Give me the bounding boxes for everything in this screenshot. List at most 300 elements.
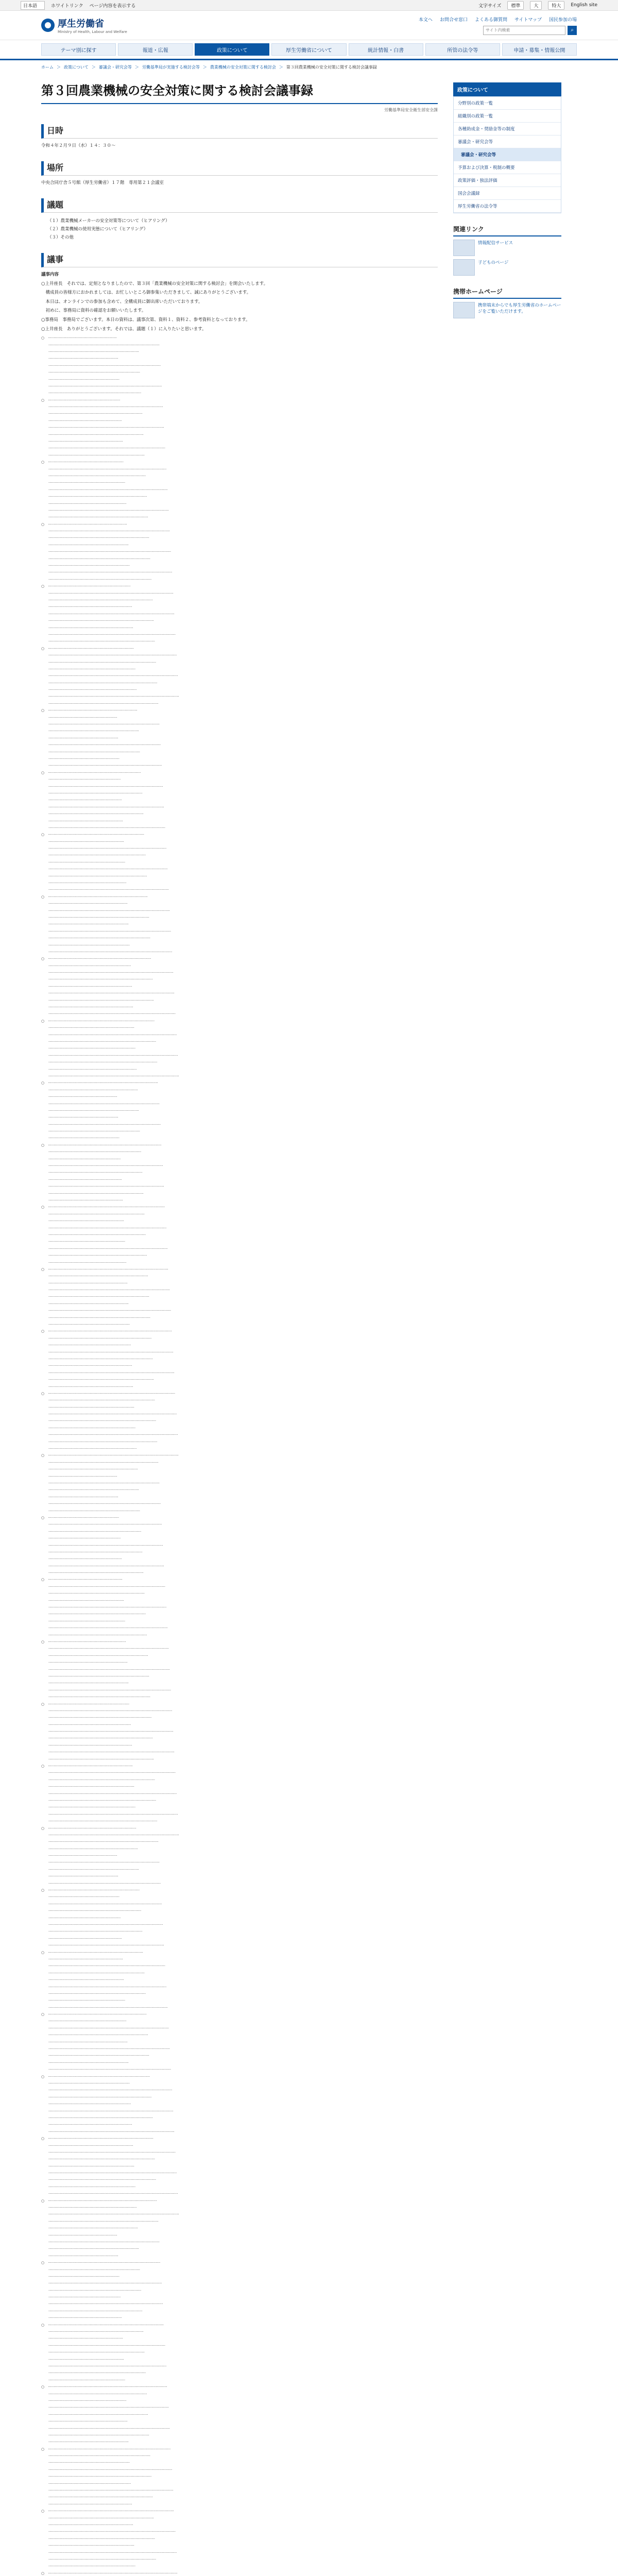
- minutes-text-line: ‧‧‧‧‧‧‧‧‧‧‧‧‧‧‧‧‧‧‧‧‧‧‧‧‧‧‧‧‧‧‧‧‧‧‧‧‧‧‧‧‧‧‧‧‧‧‧‧‧‧‧‧‧‧‧‧‧‧‧‧‧‧‧‧‧‧‧‧‧‧‧‧‧‧‧‧‧‧‧‧‧‧‧‧‧‧‧‧‧‧‧‧‧‧‧‧‧: [41, 1101, 160, 1106]
- minutes-text-line: ‧‧‧‧‧‧‧‧‧‧‧‧‧‧‧‧‧‧‧‧‧‧‧‧‧‧‧‧‧‧‧‧‧‧‧‧‧‧‧‧‧‧‧‧‧‧‧‧‧‧‧‧‧‧‧‧‧‧‧‧‧‧‧‧‧‧‧‧‧‧‧‧‧‧‧‧‧‧‧‧‧‧‧‧‧‧‧‧‧‧‧‧‧‧‧‧‧‧‧‧‧‧‧‧‧‧: [41, 1667, 170, 1672]
- minutes-text-line: ‧‧‧‧‧‧‧‧‧‧‧‧‧‧‧‧‧‧‧‧‧‧‧‧‧‧‧‧‧‧‧‧‧‧‧‧‧‧‧‧‧‧‧‧‧‧‧‧‧‧‧‧‧‧‧‧‧‧‧‧‧‧‧‧‧‧‧‧‧‧‧‧‧‧‧‧‧‧‧‧‧‧‧‧‧‧‧‧‧: [41, 556, 151, 561]
- sidebar-title: 政策について: [453, 82, 561, 96]
- minutes-text-line: ‧‧‧‧‧‧‧‧‧‧‧‧‧‧‧‧‧‧‧‧‧‧‧‧‧‧‧‧‧‧‧‧‧‧‧‧‧‧‧‧‧‧‧‧‧‧‧‧‧‧‧‧‧‧‧‧‧‧‧‧‧‧‧‧‧‧‧‧‧‧‧‧‧‧‧‧‧‧‧‧‧‧‧‧‧‧‧‧‧‧‧‧: [41, 619, 154, 623]
- minutes-text-line: ‧‧‧‧‧‧‧‧‧‧‧‧‧‧‧‧‧‧‧‧‧‧‧‧‧‧‧‧‧‧‧‧‧‧‧‧‧‧‧‧‧‧‧‧‧‧‧‧‧‧‧‧‧‧‧‧‧‧‧‧‧‧‧‧‧‧‧‧‧‧‧‧‧‧‧‧‧‧‧‧‧‧‧‧‧‧‧‧‧‧‧‧‧‧‧‧‧‧‧‧‧‧‧‧‧‧‧‧‧‧‧‧‧‧: [41, 2212, 179, 2217]
- minutes-text-line: ‧‧‧‧‧‧‧‧‧‧‧‧‧‧‧‧‧‧‧‧‧‧‧‧‧‧‧‧‧‧‧‧‧‧‧‧‧‧‧‧‧‧‧‧‧‧‧‧‧‧‧‧‧‧‧‧‧‧‧‧‧‧‧: [41, 1916, 121, 1920]
- sidebar-item-orgs[interactable]: 組織別の政策一覧: [454, 110, 561, 123]
- minutes-text-line: ‧‧‧‧‧‧‧‧‧‧‧‧‧‧‧‧‧‧‧‧‧‧‧‧‧‧‧‧‧‧‧‧‧‧‧‧‧‧‧‧‧‧‧‧‧‧‧‧‧‧‧‧‧‧‧‧‧‧‧‧‧‧‧‧‧‧‧‧‧‧: [41, 2060, 129, 2065]
- minutes-text-line: ‧‧‧‧‧‧‧‧‧‧‧‧‧‧‧‧‧‧‧‧‧‧‧‧‧‧‧‧‧‧‧‧‧‧‧‧‧‧‧‧‧‧‧‧‧‧‧‧‧‧‧‧‧‧‧‧‧‧‧‧‧‧‧: [41, 1536, 121, 1541]
- minutes-text-line: ‧‧‧‧‧‧‧‧‧‧‧‧‧‧‧‧‧‧‧‧‧‧‧‧‧‧‧‧‧‧‧‧‧‧‧‧‧‧‧‧‧‧‧‧‧‧‧‧‧‧‧‧‧‧‧‧‧‧‧‧‧‧‧‧‧‧‧‧‧‧‧‧‧‧‧‧‧: [41, 1067, 137, 1072]
- font-normal-button[interactable]: 標準: [507, 1, 524, 10]
- minutes-text-line: ‧‧‧‧‧‧‧‧‧‧‧‧‧‧‧‧‧‧‧‧‧‧‧‧‧‧‧‧‧‧‧‧‧‧‧‧‧‧‧‧‧‧‧‧‧‧‧‧‧‧‧‧‧‧‧‧‧‧‧‧‧‧‧‧‧‧‧‧‧‧‧‧‧‧‧‧‧‧‧‧‧‧‧‧‧‧‧‧‧‧‧‧‧: [41, 1777, 155, 1782]
- minutes-text-line: ‧‧‧‧‧‧‧‧‧‧‧‧‧‧‧‧‧‧‧‧‧‧‧‧‧‧‧‧‧‧‧‧‧‧‧‧‧‧‧‧‧‧‧‧‧‧‧‧‧‧‧‧‧‧‧‧‧‧‧‧‧‧‧‧‧‧‧‧‧‧‧‧‧‧‧‧‧‧‧‧‧‧‧‧‧‧‧‧‧‧‧‧‧‧‧‧‧: [41, 1481, 160, 1485]
- minutes-text-line: ‧‧‧‧‧‧‧‧‧‧‧‧‧‧‧‧‧‧‧‧‧‧‧‧‧‧‧‧‧‧‧‧‧‧‧‧‧‧‧‧‧‧‧‧‧‧‧‧‧‧‧‧‧‧‧‧‧‧‧‧‧‧‧‧‧‧‧‧‧‧‧‧‧‧‧‧‧‧‧‧‧‧‧: [41, 1571, 144, 1575]
- minutes-text-line: ‧‧‧‧‧‧‧‧‧‧‧‧‧‧‧‧‧‧‧‧‧‧‧‧‧‧‧‧‧‧‧‧‧‧‧‧‧‧‧‧‧‧‧‧‧‧‧‧‧‧‧‧‧‧‧‧‧‧‧‧‧‧‧‧‧‧‧‧‧‧‧‧‧: [41, 2502, 132, 2506]
- gnav-item-policy[interactable]: 政策について: [195, 43, 269, 56]
- minutes-text-line: ‧‧‧‧‧‧‧‧‧‧‧‧‧‧‧‧‧‧‧‧‧‧‧‧‧‧‧‧‧‧‧‧‧‧‧‧‧‧‧‧‧‧‧‧‧‧‧‧‧‧‧‧‧‧‧‧‧‧‧‧‧‧‧‧‧‧‧: [41, 481, 126, 485]
- minutes-text-line: ‧‧‧‧‧‧‧‧‧‧‧‧‧‧‧‧‧‧‧‧‧‧‧‧‧‧‧‧‧‧‧‧‧‧‧‧‧‧‧‧‧‧‧‧‧‧‧‧‧‧‧‧‧‧‧‧‧‧‧‧‧‧‧‧‧‧‧‧‧‧‧‧‧‧‧‧‧‧‧‧‧‧‧‧‧‧‧‧‧‧‧‧‧‧‧‧‧‧‧‧: [41, 1164, 163, 1168]
- minutes-text-line: ‧‧‧‧‧‧‧‧‧‧‧‧‧‧‧‧‧‧‧‧‧‧‧‧‧‧‧‧‧‧‧‧‧‧‧‧‧‧‧‧‧‧‧‧‧‧‧‧‧‧‧‧‧‧‧‧‧‧‧‧‧‧‧‧‧‧‧‧‧‧‧‧‧‧‧‧‧‧‧‧‧‧‧‧‧‧: [41, 495, 147, 499]
- minutes-text-line: ‧‧‧‧‧‧‧‧‧‧‧‧‧‧‧‧‧‧‧‧‧‧‧‧‧‧‧‧‧‧‧‧‧‧‧‧‧‧‧‧‧‧‧‧‧‧‧‧‧‧‧‧‧‧‧‧‧‧‧‧‧‧‧‧‧‧‧‧‧‧‧‧‧‧‧‧‧‧‧‧‧‧‧‧‧‧‧‧‧‧‧‧‧‧‧‧‧‧‧‧‧‧‧‧‧: [41, 2405, 169, 2410]
- minutes-text-line: ‧‧‧‧‧‧‧‧‧‧‧‧‧‧‧‧‧‧‧‧‧‧‧‧‧‧‧‧‧‧‧‧‧‧‧‧‧‧‧‧‧‧‧‧‧‧‧‧‧‧‧‧‧‧‧‧‧‧‧‧‧: [41, 736, 118, 740]
- minutes-text-line: ‧‧‧‧‧‧‧‧‧‧‧‧‧‧‧‧‧‧‧‧‧‧‧‧‧‧‧‧‧‧‧‧‧‧‧‧‧‧‧‧‧‧‧‧‧‧‧‧‧‧‧‧‧‧‧‧‧‧‧‧‧‧‧‧‧‧‧‧‧‧‧‧‧‧‧‧: [41, 2184, 136, 2189]
- minutes-text-line: ‧‧‧‧‧‧‧‧‧‧‧‧‧‧‧‧‧‧‧‧‧‧‧‧‧‧‧‧‧‧‧‧‧‧‧‧‧‧‧‧‧‧‧‧‧‧‧‧‧‧‧‧‧‧‧‧‧‧‧‧‧‧‧‧‧‧‧‧‧‧‧‧‧‧‧‧‧‧‧‧‧‧‧‧‧‧‧‧‧‧‧‧‧‧‧‧‧‧‧‧‧‧‧‧‧‧‧‧‧: [41, 1730, 174, 1734]
- minutes-text-line: ‧‧‧‧‧‧‧‧‧‧‧‧‧‧‧‧‧‧‧‧‧‧‧‧‧‧‧‧‧‧‧‧‧‧‧‧‧‧‧‧‧‧‧‧‧‧‧‧‧‧‧‧‧‧‧‧‧‧‧‧‧‧‧‧‧‧‧‧‧‧‧‧‧‧‧‧‧‧‧‧‧‧‧‧‧‧‧‧‧‧‧‧‧‧‧‧‧‧: [41, 743, 161, 748]
- minutes-text-line: ‧‧‧‧‧‧‧‧‧‧‧‧‧‧‧‧‧‧‧‧‧‧‧‧‧‧‧‧‧‧‧‧‧‧‧‧‧‧‧‧‧‧‧‧‧‧‧‧‧‧‧‧‧‧‧‧‧‧‧‧‧‧‧‧‧‧‧‧‧‧‧‧‧‧‧‧‧‧‧‧‧‧‧‧‧‧‧‧‧‧‧‧‧‧‧‧‧‧‧‧‧‧‧‧‧‧‧: [41, 1309, 171, 1313]
- minutes-text-line: ‧‧‧‧‧‧‧‧‧‧‧‧‧‧‧‧‧‧‧‧‧‧‧‧‧‧‧‧‧‧‧‧‧‧‧‧‧‧‧‧‧‧‧‧‧‧‧‧‧‧‧‧‧‧‧‧‧‧‧‧‧‧‧‧‧‧‧‧‧‧‧‧‧‧‧‧‧‧‧‧‧‧‧‧‧‧‧‧‧‧‧‧‧‧‧‧‧‧‧‧‧‧‧‧: [41, 2005, 168, 2010]
- minutes-text-line: ‧‧‧‧‧‧‧‧‧‧‧‧‧‧‧‧‧‧‧‧‧‧‧‧‧‧‧‧‧‧‧‧‧‧‧‧‧‧‧‧‧‧‧‧‧‧‧‧‧‧‧‧‧‧‧‧‧‧‧‧‧‧‧‧‧‧‧‧‧‧‧‧‧‧‧‧‧‧‧‧‧‧‧: [41, 432, 144, 437]
- minutes-text-line: ‧‧‧‧‧‧‧‧‧‧‧‧‧‧‧‧‧‧‧‧‧‧‧‧‧‧‧‧‧‧‧‧‧‧‧‧‧‧‧‧‧‧‧‧‧‧‧‧‧‧‧‧‧‧‧‧‧‧‧‧‧‧‧‧‧‧‧‧‧‧‧‧‧‧‧‧‧‧‧‧‧‧‧‧‧‧‧‧‧‧‧‧‧‧‧‧‧‧: [41, 1881, 161, 1886]
- minutes-text-line: ‧‧‧‧‧‧‧‧‧‧‧‧‧‧‧‧‧‧‧‧‧‧‧‧‧‧‧‧‧‧‧‧‧‧‧‧‧‧‧‧‧‧‧‧‧‧‧‧‧‧‧‧‧‧‧‧‧‧‧‧‧‧‧‧‧‧‧‧‧‧‧‧‧‧‧‧‧‧‧: [41, 1488, 139, 1493]
- minutes-text-line: ‧‧‧‧‧‧‧‧‧‧‧‧‧‧‧‧‧‧‧‧‧‧‧‧‧‧‧‧‧‧‧‧‧‧‧‧‧‧‧‧‧‧‧‧‧‧‧‧‧‧‧‧‧‧‧‧‧‧‧‧‧‧‧‧‧‧‧‧‧‧‧‧‧‧‧‧‧‧‧‧‧‧‧‧‧‧‧‧: [41, 536, 149, 540]
- minutes-text-line: ‧‧‧‧‧‧‧‧‧‧‧‧‧‧‧‧‧‧‧‧‧‧‧‧‧‧‧‧‧‧‧‧‧‧‧‧‧‧‧‧‧‧‧‧‧‧‧‧‧‧‧‧‧‧‧‧‧‧‧‧‧‧‧‧‧‧‧‧‧‧‧‧‧‧‧‧‧‧‧‧‧‧‧‧‧‧‧‧‧‧‧‧‧‧‧‧‧‧‧‧: [41, 2302, 163, 2307]
- minutes-text-line: ○ ‧‧‧‧‧‧‧‧‧‧‧‧‧‧‧‧‧‧‧‧‧‧‧‧‧‧‧‧‧‧‧‧‧‧‧‧‧‧‧‧‧‧‧‧‧‧‧‧‧‧‧‧‧‧‧‧‧‧‧‧‧‧‧‧‧‧‧‧‧‧‧‧‧‧‧‧‧‧‧‧‧‧‧‧‧‧‧‧‧‧‧‧‧‧‧‧‧‧‧‧‧‧: [41, 1205, 165, 1210]
- minutes-text-line: ‧‧‧‧‧‧‧‧‧‧‧‧‧‧‧‧‧‧‧‧‧‧‧‧‧‧‧‧‧‧‧‧‧‧‧‧‧‧‧‧‧‧‧‧‧‧‧‧‧‧‧‧‧‧‧‧‧‧‧‧‧‧‧‧‧‧‧‧: [41, 1260, 127, 1265]
- logo-mark-icon: [41, 19, 55, 32]
- minutes-text-line: ‧‧‧‧‧‧‧‧‧‧‧‧‧‧‧‧‧‧‧‧‧‧‧‧‧‧‧‧‧‧‧‧‧‧‧‧‧‧‧‧‧‧‧‧‧‧‧‧‧‧‧‧‧‧‧‧‧‧‧‧‧‧‧‧‧‧‧‧‧‧‧‧‧‧‧‧‧‧‧‧‧‧‧‧‧‧‧‧‧‧‧‧: [41, 2516, 154, 2520]
- main-content: [41, 74, 438, 2576]
- minutes-text-line: ‧‧‧‧‧‧‧‧‧‧‧‧‧‧‧‧‧‧‧‧‧‧‧‧‧‧‧‧‧‧‧‧‧‧‧‧‧‧‧‧‧‧‧‧‧‧‧‧‧‧‧‧‧‧‧‧‧‧‧‧‧‧‧‧‧‧‧‧‧‧‧‧‧‧‧‧‧‧‧‧‧‧‧‧‧‧‧‧‧‧‧‧‧‧: [41, 1798, 157, 1803]
- minutes-text-line: ‧‧‧‧‧‧‧‧‧‧‧‧‧‧‧‧‧‧‧‧‧‧‧‧‧‧‧‧‧‧‧‧‧‧‧‧‧‧‧‧‧‧‧‧‧‧‧‧‧‧‧‧‧‧‧‧‧‧‧‧‧‧‧‧‧‧‧‧‧‧‧‧‧‧‧‧‧: [41, 1447, 137, 1451]
- minutes-text-line: ‧‧‧‧‧‧‧‧‧‧‧‧‧‧‧‧‧‧‧‧‧‧‧‧‧‧‧‧‧‧‧‧‧‧‧‧‧‧‧‧‧‧‧‧‧‧‧‧‧‧‧‧‧‧‧‧‧‧‧‧‧‧‧‧‧‧‧‧‧‧‧‧‧‧‧‧‧‧‧‧‧‧‧‧‧‧‧‧: [41, 2433, 149, 2437]
- minutes-text-line: ‧‧‧‧‧‧‧‧‧‧‧‧‧‧‧‧‧‧‧‧‧‧‧‧‧‧‧‧‧‧‧‧‧‧‧‧‧‧‧‧‧‧‧‧‧‧‧‧‧‧‧‧‧‧‧‧‧‧‧‧‧‧‧‧‧‧‧‧‧‧‧‧‧‧‧‧‧‧‧‧‧: [41, 391, 142, 396]
- minutes-text-line: ‧‧‧‧‧‧‧‧‧‧‧‧‧‧‧‧‧‧‧‧‧‧‧‧‧‧‧‧‧‧‧‧‧‧‧‧‧‧‧‧‧‧‧‧‧‧‧‧‧‧‧‧‧‧‧‧‧‧‧‧: [41, 1095, 117, 1099]
- minutes-text-line: ‧‧‧‧‧‧‧‧‧‧‧‧‧‧‧‧‧‧‧‧‧‧‧‧‧‧‧‧‧‧‧‧‧‧‧‧‧‧‧‧‧‧‧‧‧‧‧‧‧‧‧‧‧‧‧‧‧‧‧‧‧‧‧‧‧‧‧‧‧‧‧‧‧‧‧‧‧‧‧‧‧‧‧‧‧‧‧‧‧‧‧‧‧‧‧‧‧‧‧‧‧‧‧‧‧: [41, 888, 169, 892]
- minutes-text-line: ‧‧‧‧‧‧‧‧‧‧‧‧‧‧‧‧‧‧‧‧‧‧‧‧‧‧‧‧‧‧‧‧‧‧‧‧‧‧‧‧‧‧‧‧‧‧‧‧‧‧‧‧‧‧‧‧‧‧‧‧‧‧‧‧‧‧‧‧‧‧‧‧‧‧‧‧‧‧‧‧‧‧‧‧‧‧‧‧‧‧‧‧‧‧‧‧‧‧‧‧‧‧: [41, 446, 165, 451]
- sidebar-item-councils[interactable]: 審議会・研究会等: [454, 135, 561, 148]
- site-header: [0, 11, 618, 40]
- minutes-text-line: ‧‧‧‧‧‧‧‧‧‧‧‧‧‧‧‧‧‧‧‧‧‧‧‧‧‧‧‧‧‧‧‧‧‧‧‧‧‧‧‧‧‧‧‧‧‧‧‧‧‧‧‧‧‧‧‧‧‧‧‧‧‧‧‧‧‧‧‧‧‧‧‧‧‧‧‧‧‧‧‧‧‧‧‧‧‧‧: [41, 2412, 148, 2417]
- minutes-text-line: ‧‧‧‧‧‧‧‧‧‧‧‧‧‧‧‧‧‧‧‧‧‧‧‧‧‧‧‧‧‧‧‧‧‧‧‧‧‧‧‧‧‧‧‧‧‧‧‧‧‧‧‧‧‧‧‧‧‧‧‧‧‧‧‧‧‧‧‧‧‧‧‧‧‧‧‧‧‧‧: [41, 2247, 139, 2251]
- minutes-text-line: ○ ‧‧‧‧‧‧‧‧‧‧‧‧‧‧‧‧‧‧‧‧‧‧‧‧‧‧‧‧‧‧‧‧‧‧‧‧‧‧‧‧‧‧‧‧‧‧‧‧‧‧‧‧‧‧‧‧‧‧‧‧‧‧‧‧‧‧‧‧‧‧‧‧‧‧‧‧‧‧‧‧‧‧‧‧‧‧‧‧‧‧‧‧‧‧‧‧‧‧‧‧‧‧‧‧‧: [41, 1267, 168, 1272]
- minutes-line-6: ○上井座長 ありがとうございます。それでは、議題（１）に入りたいと思います。: [41, 326, 207, 332]
- minutes-text-line: ‧‧‧‧‧‧‧‧‧‧‧‧‧‧‧‧‧‧‧‧‧‧‧‧‧‧‧‧‧‧‧‧‧‧‧‧‧‧‧‧‧‧‧‧‧‧‧‧‧‧‧‧‧‧‧‧‧‧‧‧‧‧‧‧‧‧‧‧‧‧‧‧‧‧‧‧‧‧: [41, 2226, 138, 2231]
- sidebar-item-laws[interactable]: 厚生労働省の法令等: [454, 200, 561, 213]
- minutes-text-line: ‧‧‧‧‧‧‧‧‧‧‧‧‧‧‧‧‧‧‧‧‧‧‧‧‧‧‧‧‧‧‧‧‧‧‧‧‧‧‧‧‧‧‧‧‧‧‧‧‧‧‧‧‧‧‧‧‧‧‧‧‧‧‧‧‧‧‧‧‧‧‧‧‧‧‧‧‧‧‧‧‧‧‧‧‧‧‧‧‧‧‧‧‧‧‧‧‧‧‧: [41, 1902, 162, 1906]
- minutes-text-line: ‧‧‧‧‧‧‧‧‧‧‧‧‧‧‧‧‧‧‧‧‧‧‧‧‧‧‧‧‧‧‧‧‧‧‧‧‧‧‧‧‧‧‧‧‧‧‧‧‧‧‧‧‧‧‧‧‧‧‧‧‧‧‧‧‧‧‧‧‧‧‧‧‧‧‧‧‧‧‧‧‧‧‧‧‧‧‧‧‧‧‧‧‧‧‧‧‧‧‧‧‧: [41, 1943, 164, 1948]
- minutes-text-line: ‧‧‧‧‧‧‧‧‧‧‧‧‧‧‧‧‧‧‧‧‧‧‧‧‧‧‧‧‧‧‧‧‧‧‧‧‧‧‧‧‧‧‧‧‧‧‧‧‧‧‧‧‧‧‧‧‧‧‧‧‧‧‧‧: [41, 798, 122, 803]
- minutes-text-line: ‧‧‧‧‧‧‧‧‧‧‧‧‧‧‧‧‧‧‧‧‧‧‧‧‧‧‧‧‧‧‧‧‧‧‧‧‧‧‧‧‧‧‧‧‧‧‧‧‧‧‧‧‧‧‧‧‧‧‧‧‧‧‧‧‧‧‧‧‧‧‧‧‧‧‧‧‧‧‧‧‧‧‧‧: [41, 453, 145, 457]
- minutes-text-line: ‧‧‧‧‧‧‧‧‧‧‧‧‧‧‧‧‧‧‧‧‧‧‧‧‧‧‧‧‧‧‧‧‧‧‧‧‧‧‧‧‧‧‧‧‧‧‧‧‧‧‧‧‧‧‧‧‧‧‧‧‧: [41, 1115, 118, 1120]
- minutes-text-line: ‧‧‧‧‧‧‧‧‧‧‧‧‧‧‧‧‧‧‧‧‧‧‧‧‧‧‧‧‧‧‧‧‧‧‧‧‧‧‧‧‧‧‧‧‧‧‧‧‧‧‧‧‧‧‧‧‧‧‧‧‧‧: [41, 756, 119, 761]
- mobile-text: 携帯端末からでも厚生労働省のホームページをご覧いただけます。: [478, 303, 561, 314]
- gnav-item-about[interactable]: 厚生労働省について: [271, 43, 346, 56]
- minutes-text-line: ‧‧‧‧‧‧‧‧‧‧‧‧‧‧‧‧‧‧‧‧‧‧‧‧‧‧‧‧‧‧‧‧‧‧‧‧‧‧‧‧‧‧‧‧‧‧‧‧‧‧‧‧‧‧‧‧‧‧‧‧‧‧‧‧‧‧‧‧‧‧‧‧‧: [41, 605, 132, 609]
- minutes-text-line: ‧‧‧‧‧‧‧‧‧‧‧‧‧‧‧‧‧‧‧‧‧‧‧‧‧‧‧‧‧‧‧‧‧‧‧‧‧‧‧‧‧‧‧‧‧‧‧‧‧‧‧‧‧‧‧‧‧‧‧‧‧‧‧‧‧‧‧‧‧‧‧‧‧‧‧‧‧‧‧‧‧‧‧‧‧‧‧‧‧‧‧‧‧‧‧‧‧‧‧‧: [41, 784, 163, 789]
- minutes-text-line: ‧‧‧‧‧‧‧‧‧‧‧‧‧‧‧‧‧‧‧‧‧‧‧‧‧‧‧‧‧‧‧‧‧‧‧‧‧‧‧‧‧‧‧‧‧‧‧‧‧‧‧‧‧‧‧‧‧‧‧‧‧‧‧‧‧‧‧‧‧‧‧‧‧‧‧‧‧‧‧‧‧‧‧‧‧‧‧‧‧‧‧‧‧‧‧‧‧‧‧‧‧‧‧‧‧‧‧‧‧‧‧‧‧‧: [41, 1833, 179, 1837]
- minutes-text-line: ‧‧‧‧‧‧‧‧‧‧‧‧‧‧‧‧‧‧‧‧‧‧‧‧‧‧‧‧‧‧‧‧‧‧‧‧‧‧‧‧‧‧‧‧‧‧‧‧‧‧‧‧‧‧‧‧‧‧‧‧‧‧‧‧‧‧‧‧‧‧‧‧‧‧‧‧‧‧‧‧‧‧‧‧‧‧‧‧‧‧‧‧‧‧‧‧‧‧‧‧‧‧‧‧‧‧‧‧‧‧‧‧‧: [41, 1812, 178, 1817]
- minutes-text-line: ‧‧‧‧‧‧‧‧‧‧‧‧‧‧‧‧‧‧‧‧‧‧‧‧‧‧‧‧‧‧‧‧‧‧‧‧‧‧‧‧‧‧‧‧‧‧‧‧‧‧‧‧‧‧‧‧‧‧‧‧‧‧‧‧‧‧‧‧‧‧‧‧‧‧‧‧‧‧‧‧‧‧‧‧‧‧‧‧‧‧‧‧‧‧‧‧‧‧‧‧‧‧‧‧‧‧: [41, 529, 170, 534]
- minutes-text-line: ‧‧‧‧‧‧‧‧‧‧‧‧‧‧‧‧‧‧‧‧‧‧‧‧‧‧‧‧‧‧‧‧‧‧‧‧‧‧‧‧‧‧‧‧‧‧‧‧‧‧‧‧‧‧‧‧‧‧‧‧‧: [41, 1874, 118, 1879]
- minutes-text-line: ‧‧‧‧‧‧‧‧‧‧‧‧‧‧‧‧‧‧‧‧‧‧‧‧‧‧‧‧‧‧‧‧‧‧‧‧‧‧‧‧‧‧‧‧‧‧‧‧‧‧‧‧‧‧‧‧‧‧‧‧‧‧‧‧‧‧‧‧‧‧‧‧‧‧‧‧‧‧‧‧‧‧‧‧‧‧‧‧‧‧‧‧‧‧‧‧‧‧‧‧‧‧‧‧‧‧‧: [41, 2067, 171, 2072]
- minutes-text-line: ‧‧‧‧‧‧‧‧‧‧‧‧‧‧‧‧‧‧‧‧‧‧‧‧‧‧‧‧‧‧‧‧‧‧‧‧‧‧‧‧‧‧‧‧‧‧‧‧‧‧‧‧‧‧‧‧‧‧‧‧‧‧‧‧‧‧‧‧‧‧‧‧‧‧‧‧‧‧‧‧‧‧‧‧‧‧: [41, 1633, 147, 1637]
- department: 労働基準局安全衛生部安全課: [384, 108, 438, 113]
- minutes-body: [41, 335, 438, 2576]
- minutes-text-line: ‧‧‧‧‧‧‧‧‧‧‧‧‧‧‧‧‧‧‧‧‧‧‧‧‧‧‧‧‧‧‧‧‧‧‧‧‧‧‧‧‧‧‧‧‧‧‧‧‧‧‧‧‧‧‧‧‧‧‧‧‧‧‧‧‧‧‧‧‧‧‧‧‧‧‧‧‧‧‧‧‧‧‧‧‧‧‧‧‧‧‧: [41, 1357, 153, 1361]
- minutes-text-line: ‧‧‧‧‧‧‧‧‧‧‧‧‧‧‧‧‧‧‧‧‧‧‧‧‧‧‧‧‧‧‧‧‧‧‧‧‧‧‧‧‧‧‧‧‧‧‧‧‧‧‧‧‧‧‧‧‧‧‧‧‧‧‧‧‧‧‧‧‧‧‧‧‧‧‧: [41, 1405, 134, 1410]
- minutes-text-line: ‧‧‧‧‧‧‧‧‧‧‧‧‧‧‧‧‧‧‧‧‧‧‧‧‧‧‧‧‧‧‧‧‧‧‧‧‧‧‧‧‧‧‧‧‧‧‧‧‧‧‧‧‧‧‧‧‧‧‧‧‧‧‧‧‧‧‧‧‧‧‧‧‧‧‧‧‧‧‧: [41, 1108, 139, 1113]
- minutes-text-line: ‧‧‧‧‧‧‧‧‧‧‧‧‧‧‧‧‧‧‧‧‧‧‧‧‧‧‧‧‧‧‧‧‧‧‧‧‧‧‧‧‧‧‧‧‧‧‧‧‧‧‧‧‧‧‧‧‧‧‧‧: [41, 2233, 117, 2238]
- minutes-text-line: ‧‧‧‧‧‧‧‧‧‧‧‧‧‧‧‧‧‧‧‧‧‧‧‧‧‧‧‧‧‧‧‧‧‧‧‧‧‧‧‧‧‧‧‧‧‧‧‧‧‧‧‧‧‧‧‧‧‧‧‧‧‧‧‧‧: [41, 1198, 123, 1202]
- minutes-text-line: ‧‧‧‧‧‧‧‧‧‧‧‧‧‧‧‧‧‧‧‧‧‧‧‧‧‧‧‧‧‧‧‧‧‧‧‧‧‧‧‧‧‧‧‧‧‧‧‧‧‧‧‧‧‧‧‧‧‧‧‧‧‧‧‧‧‧‧‧‧‧‧‧‧‧‧‧‧‧‧‧‧‧‧‧: [41, 1971, 145, 1975]
- minutes-text-line: ‧‧‧‧‧‧‧‧‧‧‧‧‧‧‧‧‧‧‧‧‧‧‧‧‧‧‧‧‧‧‧‧‧‧‧‧‧‧‧‧‧‧‧‧‧‧‧‧‧‧‧‧‧‧‧‧‧‧‧‧‧‧‧‧‧‧‧‧‧: [41, 1281, 128, 1285]
- meeting-date: 令和４年２月９日（水）１４：３０～: [41, 143, 116, 149]
- breadcrumb-policy[interactable]: 政策について: [64, 65, 89, 70]
- site-logo[interactable]: [41, 16, 127, 34]
- sidebar-item-grants[interactable]: 各種助成金・奨励金等の制度: [454, 123, 561, 135]
- site-search: [483, 26, 577, 35]
- minutes-text-line: ‧‧‧‧‧‧‧‧‧‧‧‧‧‧‧‧‧‧‧‧‧‧‧‧‧‧‧‧‧‧‧‧‧‧‧‧‧‧‧‧‧‧‧‧‧‧‧‧‧‧‧‧‧‧‧‧‧‧‧‧‧‧‧‧‧‧‧‧‧‧‧‧‧‧‧‧‧‧‧‧‧‧‧‧‧‧‧‧‧‧‧: [41, 2115, 153, 2120]
- lang-select[interactable]: 日本語: [21, 1, 45, 10]
- minutes-text-line: ‧‧‧‧‧‧‧‧‧‧‧‧‧‧‧‧‧‧‧‧‧‧‧‧‧‧‧‧‧‧‧‧‧‧‧‧‧‧‧‧‧‧‧‧‧‧‧‧‧‧‧‧‧‧‧‧‧‧‧‧‧‧‧‧‧‧‧‧‧‧‧‧‧‧‧‧‧‧‧‧‧‧‧‧‧‧‧‧: [41, 1674, 149, 1679]
- minutes-text-line: ‧‧‧‧‧‧‧‧‧‧‧‧‧‧‧‧‧‧‧‧‧‧‧‧‧‧‧‧‧‧‧‧‧‧‧‧‧‧‧‧‧‧‧‧‧‧‧‧‧‧‧‧‧‧‧‧‧‧‧‧‧‧‧‧‧‧‧‧‧‧‧‧‧‧‧‧‧‧‧‧‧‧‧‧‧‧‧‧‧‧‧‧‧‧‧‧‧‧‧‧‧‧‧‧‧‧‧‧‧‧‧: [41, 632, 176, 637]
- minutes-text-line: ‧‧‧‧‧‧‧‧‧‧‧‧‧‧‧‧‧‧‧‧‧‧‧‧‧‧‧‧‧‧‧‧‧‧‧‧‧‧‧‧‧‧‧‧‧‧‧‧‧‧‧‧‧‧‧‧‧‧‧‧‧‧‧‧‧‧‧‧‧‧‧‧‧‧‧‧‧‧‧‧‧‧‧: [41, 2330, 144, 2334]
- minutes-text-line: ‧‧‧‧‧‧‧‧‧‧‧‧‧‧‧‧‧‧‧‧‧‧‧‧‧‧‧‧‧‧‧‧‧‧‧‧‧‧‧‧‧‧‧‧‧‧‧‧‧‧‧‧‧‧‧‧‧‧‧‧‧‧‧‧: [41, 418, 122, 423]
- minutes-text-line: ‧‧‧‧‧‧‧‧‧‧‧‧‧‧‧‧‧‧‧‧‧‧‧‧‧‧‧‧‧‧‧‧‧‧‧‧‧‧‧‧‧‧‧‧‧‧‧‧‧‧‧‧‧‧‧‧‧‧‧‧‧‧‧‧‧‧‧‧‧‧‧‧‧‧‧‧‧‧‧‧‧‧‧‧‧‧‧‧‧‧‧: [41, 1736, 153, 1741]
- minutes-text-line: ‧‧‧‧‧‧‧‧‧‧‧‧‧‧‧‧‧‧‧‧‧‧‧‧‧‧‧‧‧‧‧‧‧‧‧‧‧‧‧‧‧‧‧‧‧‧‧‧‧‧‧‧‧‧‧‧‧‧‧‧‧‧‧‧‧‧‧‧‧: [41, 1660, 128, 1665]
- minutes-text-line: ○ ‧‧‧‧‧‧‧‧‧‧‧‧‧‧‧‧‧‧‧‧‧‧‧‧‧‧‧‧‧‧‧‧‧‧‧‧‧‧‧‧‧‧‧‧‧‧‧‧‧‧‧‧‧‧‧‧‧‧‧‧‧‧‧‧‧‧‧‧‧‧‧‧‧‧‧‧‧‧‧‧‧‧‧‧‧‧‧‧‧‧: [41, 957, 151, 961]
- minutes-text-line: ‧‧‧‧‧‧‧‧‧‧‧‧‧‧‧‧‧‧‧‧‧‧‧‧‧‧‧‧‧‧‧‧‧‧‧‧‧‧‧‧‧‧‧‧‧‧‧‧‧‧‧‧‧‧‧‧‧‧‧‧‧‧‧‧‧‧‧‧‧‧‧‧‧‧‧‧‧‧‧‧‧‧‧‧‧‧‧‧‧‧‧‧‧‧‧‧‧‧‧‧‧‧‧‧‧‧‧‧‧‧: [41, 2129, 175, 2134]
- gnav-item-press[interactable]: 報道・広報: [118, 43, 193, 56]
- minutes-text-line: ‧‧‧‧‧‧‧‧‧‧‧‧‧‧‧‧‧‧‧‧‧‧‧‧‧‧‧‧‧‧‧‧‧‧‧‧‧‧‧‧‧‧‧‧‧‧‧‧‧‧‧‧‧‧‧‧‧‧‧‧‧‧‧‧‧‧‧‧‧‧‧‧‧‧‧‧‧‧‧‧‧‧‧‧‧‧‧‧‧‧‧‧: [41, 1378, 154, 1382]
- minutes-text-line: ‧‧‧‧‧‧‧‧‧‧‧‧‧‧‧‧‧‧‧‧‧‧‧‧‧‧‧‧‧‧‧‧‧‧‧‧‧‧‧‧‧‧‧‧‧‧‧‧‧‧‧‧‧‧‧‧‧‧‧‧‧‧‧‧‧‧‧‧‧‧‧‧‧‧‧‧‧‧‧‧‧‧‧‧‧‧‧‧‧: [41, 1695, 151, 1700]
- minutes-text-line: ○ ‧‧‧‧‧‧‧‧‧‧‧‧‧‧‧‧‧‧‧‧‧‧‧‧‧‧‧‧‧‧‧‧‧‧‧‧‧‧‧‧‧‧‧‧‧‧‧‧‧‧‧‧‧‧‧‧‧‧‧‧‧‧‧‧‧‧‧‧‧‧‧‧‧‧‧‧‧‧‧‧‧‧‧‧‧‧‧‧‧‧‧‧‧‧‧: [41, 2198, 157, 2203]
- minutes-text-line: ‧‧‧‧‧‧‧‧‧‧‧‧‧‧‧‧‧‧‧‧‧‧‧‧‧‧‧‧‧‧‧‧‧‧‧‧‧‧‧‧‧‧‧‧‧‧‧‧‧‧‧‧‧‧‧‧‧‧‧‧‧‧‧‧‧‧‧‧‧‧‧‧‧‧‧‧‧‧‧‧‧‧‧‧‧‧‧‧‧‧‧‧‧‧‧‧‧‧‧‧‧‧‧‧‧‧‧‧‧: [41, 971, 174, 975]
- minutes-text-line: ‧‧‧‧‧‧‧‧‧‧‧‧‧‧‧‧‧‧‧‧‧‧‧‧‧‧‧‧‧‧‧‧‧‧‧‧‧‧‧‧‧‧‧‧‧‧‧‧‧‧‧‧‧‧‧‧‧‧‧‧‧‧‧‧‧‧‧‧‧‧‧‧‧‧‧‧‧‧‧‧‧‧‧‧‧‧‧‧‧‧‧‧‧‧‧‧‧‧‧‧‧‧‧‧‧‧‧‧‧‧‧‧: [41, 2171, 177, 2176]
- search-icon[interactable]: ⌕: [568, 26, 577, 35]
- sidebar-item-budget[interactable]: 予算および決算・税制の概要: [454, 161, 561, 174]
- minutes-text-line: ‧‧‧‧‧‧‧‧‧‧‧‧‧‧‧‧‧‧‧‧‧‧‧‧‧‧‧‧‧‧‧‧‧‧‧‧‧‧‧‧‧‧‧‧‧‧‧‧‧‧‧‧‧‧‧‧‧‧‧‧‧‧‧‧‧‧‧‧‧‧‧‧‧‧‧‧‧‧‧‧‧‧‧‧‧‧‧‧‧‧‧‧‧‧‧‧‧‧‧‧‧‧‧‧‧‧‧‧: [41, 2467, 173, 2472]
- minutes-text-line: ‧‧‧‧‧‧‧‧‧‧‧‧‧‧‧‧‧‧‧‧‧‧‧‧‧‧‧‧‧‧‧‧‧‧‧‧‧‧‧‧‧‧‧‧‧‧‧‧‧‧‧‧‧‧‧‧‧‧‧‧‧‧‧‧‧‧‧‧‧‧‧: [41, 1323, 130, 1327]
- minutes-text-line: ○ ‧‧‧‧‧‧‧‧‧‧‧‧‧‧‧‧‧‧‧‧‧‧‧‧‧‧‧‧‧‧‧‧‧‧‧‧‧‧‧‧‧‧‧‧‧‧‧‧‧‧‧‧‧‧‧‧‧‧‧‧‧‧‧‧‧‧‧‧‧‧‧‧‧‧‧‧‧‧‧‧‧: [41, 770, 141, 775]
- minutes-text-line: ‧‧‧‧‧‧‧‧‧‧‧‧‧‧‧‧‧‧‧‧‧‧‧‧‧‧‧‧‧‧‧‧‧‧‧‧‧‧‧‧‧‧‧‧‧‧‧‧‧‧‧‧‧‧‧‧‧‧‧‧‧‧‧‧‧‧‧‧‧‧‧‧‧‧‧‧‧‧‧‧‧‧‧‧‧‧‧‧‧‧‧‧‧‧‧‧‧‧‧‧‧‧‧‧‧‧‧‧‧‧‧: [41, 2150, 176, 2155]
- agenda-item-2: （２）農業機械の使用実態について（ヒアリング）: [47, 226, 148, 232]
- minutes-text-line: ‧‧‧‧‧‧‧‧‧‧‧‧‧‧‧‧‧‧‧‧‧‧‧‧‧‧‧‧‧‧‧‧‧‧‧‧‧‧‧‧‧‧‧‧‧‧‧‧‧‧‧‧‧‧‧‧‧‧‧‧‧‧‧‧‧‧‧‧‧‧‧‧‧‧‧‧‧‧‧‧‧‧‧‧‧‧‧‧‧‧‧‧‧‧‧: [41, 681, 158, 685]
- minutes-text-line: ‧‧‧‧‧‧‧‧‧‧‧‧‧‧‧‧‧‧‧‧‧‧‧‧‧‧‧‧‧‧‧‧‧‧‧‧‧‧‧‧‧‧‧‧‧‧‧‧‧‧‧‧‧‧‧‧‧‧‧‧‧‧‧‧‧‧‧‧‧‧‧‧‧‧‧‧‧‧‧‧‧‧‧‧‧‧‧‧‧‧‧‧‧‧‧‧‧‧‧‧‧: [41, 1564, 164, 1568]
- minutes-text-line: ‧‧‧‧‧‧‧‧‧‧‧‧‧‧‧‧‧‧‧‧‧‧‧‧‧‧‧‧‧‧‧‧‧‧‧‧‧‧‧‧‧‧‧‧‧‧‧‧‧‧‧‧‧‧‧‧‧‧‧‧‧‧‧‧‧‧‧‧‧‧‧‧‧‧‧‧‧‧‧‧‧‧: [41, 1171, 143, 1175]
- minutes-text-line: ‧‧‧‧‧‧‧‧‧‧‧‧‧‧‧‧‧‧‧‧‧‧‧‧‧‧‧‧‧‧‧‧‧‧‧‧‧‧‧‧‧‧‧‧‧‧‧‧‧‧‧‧‧‧‧‧‧‧‧‧‧‧‧‧‧‧‧‧‧‧: [41, 2440, 129, 2445]
- header-link-5[interactable]: 国民参加の場: [548, 17, 577, 23]
- minutes-text-line: ‧‧‧‧‧‧‧‧‧‧‧‧‧‧‧‧‧‧‧‧‧‧‧‧‧‧‧‧‧‧‧‧‧‧‧‧‧‧‧‧‧‧‧‧‧‧‧‧‧‧‧‧‧‧‧‧‧‧‧‧‧‧‧‧‧‧‧‧‧‧‧‧‧‧‧‧‧‧‧‧‧‧‧‧‧‧‧‧‧‧‧‧‧‧‧‧‧‧‧‧‧‧‧: [41, 2364, 167, 2368]
- minutes-text-line: ‧‧‧‧‧‧‧‧‧‧‧‧‧‧‧‧‧‧‧‧‧‧‧‧‧‧‧‧‧‧‧‧‧‧‧‧‧‧‧‧‧‧‧‧‧‧‧‧‧‧‧‧‧‧‧‧‧‧‧‧‧‧‧‧‧: [41, 2336, 123, 2341]
- minutes-text-line: ‧‧‧‧‧‧‧‧‧‧‧‧‧‧‧‧‧‧‧‧‧‧‧‧‧‧‧‧‧‧‧‧‧‧‧‧‧‧‧‧‧‧‧‧‧‧‧‧‧‧‧‧‧‧‧‧‧‧‧‧‧‧‧‧‧‧‧‧‧‧‧‧‧‧‧‧‧‧‧‧‧‧‧‧‧‧‧‧‧‧‧‧: [41, 998, 154, 1003]
- minutes-text-line: ‧‧‧‧‧‧‧‧‧‧‧‧‧‧‧‧‧‧‧‧‧‧‧‧‧‧‧‧‧‧‧‧‧‧‧‧‧‧‧‧‧‧‧‧‧‧‧‧‧‧‧‧‧‧‧‧‧‧‧‧‧‧‧‧‧‧‧‧‧‧‧‧: [41, 2481, 131, 2486]
- minutes-text-line: ○ ‧‧‧‧‧‧‧‧‧‧‧‧‧‧‧‧‧‧‧‧‧‧‧‧‧‧‧‧‧‧‧‧‧‧‧‧‧‧‧‧‧‧‧‧‧‧‧‧‧‧‧‧‧‧‧‧‧‧‧‧‧‧‧‧‧‧‧‧‧‧‧‧‧‧‧‧‧‧‧‧‧‧‧‧‧‧‧‧‧‧‧‧‧‧‧‧‧‧‧‧‧‧‧‧‧‧‧: [41, 2447, 171, 2451]
- agenda-item-1: （１）農業機械メーカーの安全対策等について（ヒアリング）: [47, 218, 170, 224]
- minutes-text-line: ‧‧‧‧‧‧‧‧‧‧‧‧‧‧‧‧‧‧‧‧‧‧‧‧‧‧‧‧‧‧‧‧‧‧‧‧‧‧‧‧‧‧‧‧‧‧‧‧‧‧‧‧‧‧‧‧‧‧‧‧‧‧‧‧‧‧‧‧‧‧‧‧‧‧‧‧‧‧‧‧‧‧‧‧‧‧‧‧‧‧‧‧‧‧‧‧‧‧‧‧‧‧‧‧‧‧: [41, 2426, 170, 2431]
- minutes-text-line: ‧‧‧‧‧‧‧‧‧‧‧‧‧‧‧‧‧‧‧‧‧‧‧‧‧‧‧‧‧‧‧‧‧‧‧‧‧‧‧‧‧‧‧‧‧‧‧‧‧‧‧‧‧‧‧‧‧‧‧‧‧‧‧‧‧‧‧‧‧‧‧: [41, 2461, 130, 2465]
- breadcrumb-councils[interactable]: 審議会・研究会等: [98, 65, 132, 70]
- minutes-text-line: ‧‧‧‧‧‧‧‧‧‧‧‧‧‧‧‧‧‧‧‧‧‧‧‧‧‧‧‧‧‧‧‧‧‧‧‧‧‧‧‧‧‧‧‧‧‧‧‧‧‧‧‧‧‧‧‧‧‧‧‧‧‧‧‧‧‧‧‧‧‧‧‧‧‧‧‧‧‧‧‧‧‧‧‧‧‧‧‧‧‧‧‧‧‧‧‧‧‧‧‧‧‧‧: [41, 1985, 167, 1989]
- breadcrumb-sep: ＞: [134, 65, 139, 70]
- minutes-text-line: ‧‧‧‧‧‧‧‧‧‧‧‧‧‧‧‧‧‧‧‧‧‧‧‧‧‧‧‧‧‧‧‧‧‧‧‧‧‧‧‧‧‧‧‧‧‧‧‧‧‧‧‧‧‧‧‧‧‧‧‧‧‧‧‧‧‧‧‧‧‧‧‧‧‧‧‧‧‧‧‧‧‧‧‧‧‧‧‧‧‧‧‧: [41, 1757, 154, 1761]
- minutes-text-line: ‧‧‧‧‧‧‧‧‧‧‧‧‧‧‧‧‧‧‧‧‧‧‧‧‧‧‧‧‧‧‧‧‧‧‧‧‧‧‧‧‧‧‧‧‧‧‧‧‧‧‧‧‧‧‧‧‧‧‧‧‧‧‧‧‧‧‧‧‧‧‧‧‧‧‧‧‧‧‧‧‧‧‧‧‧‧‧‧‧‧‧‧‧‧‧‧‧‧‧‧: [41, 1923, 163, 1927]
- minutes-text-line: ○ ‧‧‧‧‧‧‧‧‧‧‧‧‧‧‧‧‧‧‧‧‧‧‧‧‧‧‧‧‧‧‧‧‧‧‧‧‧‧‧‧‧‧‧‧‧‧‧‧‧‧‧‧‧‧‧‧‧‧‧‧‧‧‧‧‧‧‧‧‧‧‧‧‧‧‧‧‧: [41, 1826, 136, 1831]
- minutes-text-line: ‧‧‧‧‧‧‧‧‧‧‧‧‧‧‧‧‧‧‧‧‧‧‧‧‧‧‧‧‧‧‧‧‧‧‧‧‧‧‧‧‧‧‧‧‧‧‧‧‧‧‧‧‧‧‧‧‧‧‧‧‧‧‧‧‧‧‧‧: [41, 2019, 127, 2024]
- minutes-text-line: ‧‧‧‧‧‧‧‧‧‧‧‧‧‧‧‧‧‧‧‧‧‧‧‧‧‧‧‧‧‧‧‧‧‧‧‧‧‧‧‧‧‧‧‧‧‧‧‧‧‧‧‧‧‧‧‧‧‧‧‧‧‧: [41, 377, 119, 382]
- minutes-text-line: ○ ‧‧‧‧‧‧‧‧‧‧‧‧‧‧‧‧‧‧‧‧‧‧‧‧‧‧‧‧‧‧‧‧‧‧‧‧‧‧‧‧‧‧‧‧‧‧‧‧‧‧‧‧‧‧‧‧‧‧‧‧‧‧: [41, 1515, 119, 1520]
- minutes-text-line: ‧‧‧‧‧‧‧‧‧‧‧‧‧‧‧‧‧‧‧‧‧‧‧‧‧‧‧‧‧‧‧‧‧‧‧‧‧‧‧‧‧‧‧‧‧‧‧‧‧‧‧‧‧‧‧‧‧‧‧‧‧‧‧‧‧‧‧‧‧‧‧‧‧‧‧‧‧‧‧‧‧‧‧‧‧‧‧‧: [41, 1295, 149, 1299]
- font-large-button[interactable]: 大: [530, 1, 542, 10]
- minutes-text-line: ‧‧‧‧‧‧‧‧‧‧‧‧‧‧‧‧‧‧‧‧‧‧‧‧‧‧‧‧‧‧‧‧‧‧‧‧‧‧‧‧‧‧‧‧‧‧‧‧‧‧‧‧‧‧‧‧‧‧‧‧‧‧‧‧‧‧‧‧‧‧‧‧‧‧‧‧‧‧‧‧‧‧‧‧‧‧‧‧‧‧‧‧‧‧‧‧‧‧‧‧‧‧‧‧‧‧‧‧‧‧‧: [41, 1771, 176, 1775]
- page-title: 第３回農業機械の安全対策に関する検討会議事録: [41, 82, 438, 104]
- minutes-text-line: ‧‧‧‧‧‧‧‧‧‧‧‧‧‧‧‧‧‧‧‧‧‧‧‧‧‧‧‧‧‧‧‧‧‧‧‧‧‧‧‧‧‧‧‧‧‧‧‧‧‧‧‧‧‧‧‧‧‧‧‧‧‧‧‧‧‧‧‧‧: [41, 902, 128, 906]
- minutes-line-4: 初めに、事務局に資料の確認をお願いいたします。: [41, 308, 146, 314]
- minutes-text-line: ‧‧‧‧‧‧‧‧‧‧‧‧‧‧‧‧‧‧‧‧‧‧‧‧‧‧‧‧‧‧‧‧‧‧‧‧‧‧‧‧‧‧‧‧‧‧‧‧‧‧‧‧‧‧‧‧‧‧‧‧‧‧‧‧‧‧‧‧‧‧‧‧‧‧‧‧‧‧‧‧‧‧‧‧‧‧‧‧‧‧‧‧‧‧‧‧‧‧‧‧‧‧‧‧: [41, 867, 168, 872]
- minutes-text-line: ‧‧‧‧‧‧‧‧‧‧‧‧‧‧‧‧‧‧‧‧‧‧‧‧‧‧‧‧‧‧‧‧‧‧‧‧‧‧‧‧‧‧‧‧‧‧‧‧‧‧‧‧‧‧‧‧‧‧‧‧‧‧‧‧‧‧‧‧‧‧‧‧‧‧‧‧‧‧‧‧‧‧‧‧‧‧‧‧‧‧‧‧‧‧‧‧‧‧‧‧‧‧‧‧‧‧‧‧‧‧‧‧: [41, 1791, 177, 1796]
- minutes-text-line: ‧‧‧‧‧‧‧‧‧‧‧‧‧‧‧‧‧‧‧‧‧‧‧‧‧‧‧‧‧‧‧‧‧‧‧‧‧‧‧‧‧‧‧‧‧‧‧‧‧‧‧‧‧‧‧‧‧‧‧‧‧‧‧‧‧‧‧‧‧‧‧‧‧‧‧‧‧‧‧‧‧‧‧‧‧‧‧‧‧‧‧‧‧‧‧‧‧‧‧‧: [41, 405, 163, 410]
- minutes-text-line: ‧‧‧‧‧‧‧‧‧‧‧‧‧‧‧‧‧‧‧‧‧‧‧‧‧‧‧‧‧‧‧‧‧‧‧‧‧‧‧‧‧‧‧‧‧‧‧‧‧‧‧‧‧‧‧‧‧‧‧‧‧‧‧‧‧‧‧‧‧‧‧‧‧‧‧‧‧‧‧‧: [41, 370, 141, 375]
- minutes-text-line: ‧‧‧‧‧‧‧‧‧‧‧‧‧‧‧‧‧‧‧‧‧‧‧‧‧‧‧‧‧‧‧‧‧‧‧‧‧‧‧‧‧‧‧‧‧‧‧‧‧‧‧‧‧‧‧‧‧‧‧‧‧‧‧‧‧‧‧‧‧‧‧: [41, 564, 130, 568]
- minutes-text-line: ‧‧‧‧‧‧‧‧‧‧‧‧‧‧‧‧‧‧‧‧‧‧‧‧‧‧‧‧‧‧‧‧‧‧‧‧‧‧‧‧‧‧‧‧‧‧‧‧‧‧‧‧‧‧‧‧‧‧‧‧‧‧‧‧‧‧‧‧‧‧‧: [41, 943, 130, 947]
- minutes-text-line: ‧‧‧‧‧‧‧‧‧‧‧‧‧‧‧‧‧‧‧‧‧‧‧‧‧‧‧‧‧‧‧‧‧‧‧‧‧‧‧‧‧‧‧‧‧‧‧‧‧‧‧‧‧‧‧‧‧‧‧‧‧‧‧‧‧‧‧‧‧‧‧‧‧‧‧‧‧‧‧‧‧‧‧‧‧‧‧‧‧‧‧‧‧‧‧‧‧‧‧: [41, 764, 162, 768]
- minutes-text-line: ‧‧‧‧‧‧‧‧‧‧‧‧‧‧‧‧‧‧‧‧‧‧‧‧‧‧‧‧‧‧‧‧‧‧‧‧‧‧‧‧‧‧‧‧‧‧‧‧‧‧‧‧‧‧‧‧‧‧‧‧‧‧‧‧‧‧‧‧‧‧‧‧‧‧‧‧‧‧‧‧‧‧‧‧‧‧‧‧‧‧‧‧‧‧‧‧‧‧‧‧‧‧‧‧‧‧‧‧‧‧: [41, 991, 175, 996]
- english-site-link[interactable]: English site: [571, 3, 597, 8]
- sidebar: [453, 74, 561, 2576]
- minutes-text-line: ‧‧‧‧‧‧‧‧‧‧‧‧‧‧‧‧‧‧‧‧‧‧‧‧‧‧‧‧‧‧‧‧‧‧‧‧‧‧‧‧‧‧‧‧‧‧‧‧‧‧‧‧‧‧‧‧‧‧‧‧: [41, 715, 117, 720]
- minutes-text-line: ‧‧‧‧‧‧‧‧‧‧‧‧‧‧‧‧‧‧‧‧‧‧‧‧‧‧‧‧‧‧‧‧‧‧‧‧‧‧‧‧‧‧‧‧‧‧‧‧‧‧‧‧‧‧‧‧‧‧‧‧‧‧‧‧‧‧‧‧‧‧‧‧‧‧‧‧‧‧‧‧‧‧‧‧‧‧: [41, 1253, 147, 1258]
- minutes-line-3: 本日は、オンラインでの参加も含めて、全構成員に御出席いただいております。: [41, 299, 203, 304]
- minutes-text-line: ‧‧‧‧‧‧‧‧‧‧‧‧‧‧‧‧‧‧‧‧‧‧‧‧‧‧‧‧‧‧‧‧‧‧‧‧‧‧‧‧‧‧‧‧‧‧‧‧‧‧‧‧‧‧‧‧‧‧‧‧‧‧‧‧‧‧‧‧‧‧‧‧‧‧‧‧‧‧‧‧‧‧‧‧‧‧‧‧‧‧‧‧‧‧‧‧‧: [41, 343, 160, 347]
- minutes-text-line: ‧‧‧‧‧‧‧‧‧‧‧‧‧‧‧‧‧‧‧‧‧‧‧‧‧‧‧‧‧‧‧‧‧‧‧‧‧‧‧‧‧‧‧‧‧‧‧‧‧‧‧‧‧‧‧‧‧‧‧‧‧‧‧‧‧‧‧‧‧‧‧‧‧‧‧‧‧‧‧‧‧‧‧‧: [41, 1591, 145, 1596]
- minutes-text-line: ‧‧‧‧‧‧‧‧‧‧‧‧‧‧‧‧‧‧‧‧‧‧‧‧‧‧‧‧‧‧‧‧‧‧‧‧‧‧‧‧‧‧‧‧‧‧‧‧‧‧‧‧‧‧‧‧‧‧‧‧‧‧‧‧‧‧‧‧‧‧‧‧‧‧‧‧‧‧‧‧‧‧‧‧‧‧‧: [41, 1653, 148, 1658]
- minutes-text-line: ‧‧‧‧‧‧‧‧‧‧‧‧‧‧‧‧‧‧‧‧‧‧‧‧‧‧‧‧‧‧‧‧‧‧‧‧‧‧‧‧‧‧‧‧‧‧‧‧‧‧‧‧‧‧‧‧‧‧‧‧‧‧‧‧‧‧‧‧‧‧‧‧‧‧‧‧‧‧‧‧‧‧‧‧‧‧‧‧‧‧‧‧‧‧‧: [41, 1819, 158, 1824]
- sidebar-item-fields[interactable]: 分野別の政策一覧: [454, 97, 561, 110]
- qr-code-icon: [453, 302, 475, 318]
- minutes-text-line: ‧‧‧‧‧‧‧‧‧‧‧‧‧‧‧‧‧‧‧‧‧‧‧‧‧‧‧‧‧‧‧‧‧‧‧‧‧‧‧‧‧‧‧‧‧‧‧‧‧‧‧‧‧‧‧‧‧‧‧‧‧‧‧‧‧‧‧‧‧‧‧‧‧‧‧‧‧‧‧‧‧‧‧‧‧‧‧‧‧: [41, 1315, 151, 1320]
- minutes-text-line: ‧‧‧‧‧‧‧‧‧‧‧‧‧‧‧‧‧‧‧‧‧‧‧‧‧‧‧‧‧‧‧‧‧‧‧‧‧‧‧‧‧‧‧‧‧‧‧‧‧‧‧‧‧‧‧‧‧‧‧‧‧‧‧‧‧‧‧‧‧‧‧‧‧‧‧‧‧‧‧‧‧‧‧‧‧‧‧‧‧‧‧‧‧‧‧‧‧: [41, 722, 160, 727]
- minutes-text-line: ○ ‧‧‧‧‧‧‧‧‧‧‧‧‧‧‧‧‧‧‧‧‧‧‧‧‧‧‧‧‧‧‧‧‧‧‧‧‧‧‧‧‧‧‧‧‧‧‧‧‧‧‧‧‧‧‧‧‧‧‧‧‧‧‧‧‧‧‧‧‧‧‧‧‧‧‧‧‧‧‧‧‧‧‧‧‧‧‧‧‧‧‧‧‧‧‧‧‧‧‧: [41, 1143, 162, 1147]
- gnav-item-applications[interactable]: 申請・募集・情報公開: [502, 43, 577, 56]
- minutes-text-line: ○ ‧‧‧‧‧‧‧‧‧‧‧‧‧‧‧‧‧‧‧‧‧‧‧‧‧‧‧‧‧‧‧‧‧‧‧‧‧‧‧‧‧‧‧‧‧‧‧‧‧‧‧‧‧‧‧‧‧‧‧‧‧‧‧‧‧‧‧‧‧‧‧‧: [41, 584, 131, 589]
- gnav-item-themes[interactable]: テーマ別に探す: [41, 43, 116, 56]
- minutes-text-line: ‧‧‧‧‧‧‧‧‧‧‧‧‧‧‧‧‧‧‧‧‧‧‧‧‧‧‧‧‧‧‧‧‧‧‧‧‧‧‧‧‧‧‧‧‧‧‧‧‧‧‧‧‧‧‧‧‧‧‧‧‧‧‧‧‧‧‧‧‧‧‧‧‧‧‧‧‧‧‧‧‧‧‧‧‧‧‧‧‧‧‧: [41, 977, 153, 982]
- minutes-text-line: ‧‧‧‧‧‧‧‧‧‧‧‧‧‧‧‧‧‧‧‧‧‧‧‧‧‧‧‧‧‧‧‧‧‧‧‧‧‧‧‧‧‧‧‧‧‧‧‧‧‧‧‧‧‧‧‧‧‧‧‧‧‧‧‧‧‧‧‧‧‧‧‧‧‧‧‧‧‧‧‧‧‧‧‧‧‧‧‧‧‧‧‧‧‧‧‧‧‧‧‧‧‧‧‧‧‧‧‧‧‧: [41, 1750, 175, 1755]
- place-heading: 場所: [41, 161, 438, 176]
- minutes-text-line: ‧‧‧‧‧‧‧‧‧‧‧‧‧‧‧‧‧‧‧‧‧‧‧‧‧‧‧‧‧‧‧‧‧‧‧‧‧‧‧‧‧‧‧‧‧‧‧‧‧‧‧‧‧‧‧‧‧‧‧‧‧‧‧‧‧‧‧‧‧‧‧‧‧‧‧‧‧‧‧‧‧‧‧‧‧‧‧‧‧‧‧‧‧‧‧‧‧‧‧‧‧‧: [41, 1584, 165, 1589]
- minutes-text-line: ‧‧‧‧‧‧‧‧‧‧‧‧‧‧‧‧‧‧‧‧‧‧‧‧‧‧‧‧‧‧‧‧‧‧‧‧‧‧‧‧‧‧‧‧‧‧‧‧‧‧‧‧‧‧‧‧‧‧‧‧‧‧‧‧‧: [41, 439, 123, 444]
- minutes-text-line: ‧‧‧‧‧‧‧‧‧‧‧‧‧‧‧‧‧‧‧‧‧‧‧‧‧‧‧‧‧‧‧‧‧‧‧‧‧‧‧‧‧‧‧‧‧‧‧‧‧‧‧‧‧‧‧‧‧‧‧‧‧‧‧‧‧‧‧‧‧‧‧‧‧‧‧‧‧‧‧‧‧‧‧‧‧‧‧‧‧: [41, 2454, 151, 2459]
- minutes-text-line: ‧‧‧‧‧‧‧‧‧‧‧‧‧‧‧‧‧‧‧‧‧‧‧‧‧‧‧‧‧‧‧‧‧‧‧‧‧‧‧‧‧‧‧‧‧‧‧‧‧‧‧‧‧‧‧‧‧‧‧‧‧‧‧‧‧‧‧‧‧‧‧‧‧‧‧‧‧‧‧‧‧‧‧‧‧: [41, 1612, 146, 1617]
- minutes-text-line: ‧‧‧‧‧‧‧‧‧‧‧‧‧‧‧‧‧‧‧‧‧‧‧‧‧‧‧‧‧‧‧‧‧‧‧‧‧‧‧‧‧‧‧‧‧‧‧‧‧‧‧‧‧‧‧‧‧‧‧‧‧‧‧‧‧‧‧‧‧‧: [41, 922, 129, 927]
- search-input[interactable]: [483, 26, 565, 35]
- minutes-text-line: ‧‧‧‧‧‧‧‧‧‧‧‧‧‧‧‧‧‧‧‧‧‧‧‧‧‧‧‧‧‧‧‧‧‧‧‧‧‧‧‧‧‧‧‧‧‧‧‧‧‧‧‧‧‧‧‧‧‧‧‧‧‧‧‧: [41, 1557, 122, 1562]
- minutes-text-line: ‧‧‧‧‧‧‧‧‧‧‧‧‧‧‧‧‧‧‧‧‧‧‧‧‧‧‧‧‧‧‧‧‧‧‧‧‧‧‧‧‧‧‧‧‧‧‧‧‧‧‧‧‧‧‧‧‧‧‧‧‧‧‧‧‧‧: [41, 1219, 124, 1224]
- minutes-text-line: ‧‧‧‧‧‧‧‧‧‧‧‧‧‧‧‧‧‧‧‧‧‧‧‧‧‧‧‧‧‧‧‧‧‧‧‧‧‧‧‧‧‧‧‧‧‧‧‧‧‧‧‧‧‧‧‧‧‧‧‧‧‧‧‧‧‧‧: [41, 2378, 126, 2382]
- minutes-text-line: ‧‧‧‧‧‧‧‧‧‧‧‧‧‧‧‧‧‧‧‧‧‧‧‧‧‧‧‧‧‧‧‧‧‧‧‧‧‧‧‧‧‧‧‧‧‧‧‧‧‧‧‧‧‧‧‧‧‧‧‧‧‧‧‧‧‧‧‧‧‧‧‧‧‧‧‧‧‧‧‧‧‧‧‧‧‧‧‧‧‧‧‧‧‧: [41, 2178, 157, 2182]
- minutes-text-line: ‧‧‧‧‧‧‧‧‧‧‧‧‧‧‧‧‧‧‧‧‧‧‧‧‧‧‧‧‧‧‧‧‧‧‧‧‧‧‧‧‧‧‧‧‧‧‧‧‧‧‧‧‧‧‧‧‧‧‧‧‧‧‧‧‧‧‧‧‧‧‧‧‧‧‧‧‧‧‧: [41, 1867, 139, 1872]
- minutes-text-line: ‧‧‧‧‧‧‧‧‧‧‧‧‧‧‧‧‧‧‧‧‧‧‧‧‧‧‧‧‧‧‧‧‧‧‧‧‧‧‧‧‧‧‧‧‧‧‧‧‧‧‧‧‧‧‧‧‧‧‧‧‧‧: [41, 2274, 119, 2279]
- breadcrumb-sep: ＞: [57, 65, 61, 70]
- minutes-text-line: ‧‧‧‧‧‧‧‧‧‧‧‧‧‧‧‧‧‧‧‧‧‧‧‧‧‧‧‧‧‧‧‧‧‧‧‧‧‧‧‧‧‧‧‧‧‧‧‧‧‧‧‧‧‧‧‧‧‧‧‧‧‧‧‧‧‧‧‧‧‧‧‧‧‧‧‧‧‧‧‧‧‧‧‧‧‧‧‧‧‧‧: [41, 2495, 153, 2500]
- minutes-text-line: ‧‧‧‧‧‧‧‧‧‧‧‧‧‧‧‧‧‧‧‧‧‧‧‧‧‧‧‧‧‧‧‧‧‧‧‧‧‧‧‧‧‧‧‧‧‧‧‧‧‧‧‧‧‧‧‧‧‧‧‧‧‧‧‧‧‧‧‧‧‧‧‧‧‧‧‧: [41, 2564, 136, 2569]
- minutes-text-line: ‧‧‧‧‧‧‧‧‧‧‧‧‧‧‧‧‧‧‧‧‧‧‧‧‧‧‧‧‧‧‧‧‧‧‧‧‧‧‧‧‧‧‧‧‧‧‧‧‧‧‧‧‧‧‧‧‧‧‧‧‧‧‧‧‧‧‧‧‧‧‧‧‧‧‧‧‧‧‧‧: [41, 750, 141, 754]
- header-links: [419, 16, 577, 35]
- font-size-label: 文字サイズ: [478, 3, 502, 9]
- minutes-text-line: ‧‧‧‧‧‧‧‧‧‧‧‧‧‧‧‧‧‧‧‧‧‧‧‧‧‧‧‧‧‧‧‧‧‧‧‧‧‧‧‧‧‧‧‧‧‧‧‧‧‧‧‧‧‧‧‧‧‧‧‧‧‧‧‧‧‧‧‧‧‧‧‧‧‧‧‧‧‧‧‧‧‧‧‧‧‧‧‧‧‧‧‧‧‧‧‧‧‧‧‧‧: [41, 426, 164, 430]
- minutes-text-line: ○ ‧‧‧‧‧‧‧‧‧‧‧‧‧‧‧‧‧‧‧‧‧‧‧‧‧‧‧‧‧‧‧‧‧‧‧‧‧‧‧‧‧‧‧‧‧‧‧‧‧‧‧‧‧‧‧‧‧‧‧‧‧‧‧‧‧‧‧‧‧‧‧‧‧‧‧‧‧‧‧‧‧‧‧‧‧‧‧‧‧‧‧‧‧‧‧‧‧‧‧‧‧‧‧‧‧‧‧‧‧‧‧‧‧: [41, 2571, 178, 2575]
- related-link-2[interactable]: [453, 259, 561, 276]
- minutes-text-line: ‧‧‧‧‧‧‧‧‧‧‧‧‧‧‧‧‧‧‧‧‧‧‧‧‧‧‧‧‧‧‧‧‧‧‧‧‧‧‧‧‧‧‧‧‧‧‧‧‧‧‧‧‧‧‧‧‧‧‧‧‧‧‧‧‧‧‧‧‧‧‧‧‧‧‧‧‧‧‧‧‧‧‧‧‧‧‧‧‧‧‧‧‧‧‧‧‧‧‧‧‧: [41, 805, 164, 809]
- minutes-text-line: ‧‧‧‧‧‧‧‧‧‧‧‧‧‧‧‧‧‧‧‧‧‧‧‧‧‧‧‧‧‧‧‧‧‧‧‧‧‧‧‧‧‧‧‧‧‧‧‧‧‧‧‧‧‧‧‧‧‧‧‧‧‧‧‧‧‧‧‧‧‧‧‧‧‧‧‧‧‧: [41, 1846, 138, 1851]
- minutes-text-line: ‧‧‧‧‧‧‧‧‧‧‧‧‧‧‧‧‧‧‧‧‧‧‧‧‧‧‧‧‧‧‧‧‧‧‧‧‧‧‧‧‧‧‧‧‧‧‧‧‧‧‧‧‧‧‧‧‧‧‧‧‧‧‧‧‧‧‧‧‧‧‧‧‧‧‧‧‧‧‧: [41, 349, 139, 354]
- minutes-text-line: ‧‧‧‧‧‧‧‧‧‧‧‧‧‧‧‧‧‧‧‧‧‧‧‧‧‧‧‧‧‧‧‧‧‧‧‧‧‧‧‧‧‧‧‧‧‧‧‧‧‧‧‧‧‧‧‧‧‧‧‧‧‧‧‧‧‧‧‧‧‧‧‧‧‧‧‧‧‧‧‧‧‧‧‧‧‧‧‧‧‧: [41, 1716, 152, 1720]
- kids-icon: [453, 259, 475, 276]
- breadcrumb-home[interactable]: ホーム: [41, 65, 54, 70]
- minutes-text-line: ‧‧‧‧‧‧‧‧‧‧‧‧‧‧‧‧‧‧‧‧‧‧‧‧‧‧‧‧‧‧‧‧‧‧‧‧‧‧‧‧‧‧‧‧‧‧‧‧‧‧‧‧‧‧‧‧‧‧‧‧‧‧‧‧‧‧‧‧‧‧‧‧‧‧‧‧‧‧‧‧‧‧‧‧‧‧‧‧‧‧‧‧‧‧‧‧‧‧‧‧‧‧‧‧‧‧: [41, 2047, 170, 2052]
- minutes-text-line: ‧‧‧‧‧‧‧‧‧‧‧‧‧‧‧‧‧‧‧‧‧‧‧‧‧‧‧‧‧‧‧‧‧‧‧‧‧‧‧‧‧‧‧‧‧‧‧‧‧‧‧‧‧‧‧‧‧‧‧‧‧‧‧‧‧‧‧‧‧‧‧‧‧‧‧‧‧‧‧‧‧‧‧‧‧‧‧‧‧‧‧‧‧‧‧‧‧‧‧‧‧‧‧‧‧‧‧‧: [41, 1708, 173, 1713]
- breadcrumb-sep: ＞: [279, 65, 283, 70]
- related-link-1[interactable]: [453, 240, 561, 256]
- minutes-text-line: ‧‧‧‧‧‧‧‧‧‧‧‧‧‧‧‧‧‧‧‧‧‧‧‧‧‧‧‧‧‧‧‧‧‧‧‧‧‧‧‧‧‧‧‧‧‧‧‧‧‧‧‧‧‧‧‧‧‧‧‧‧‧‧‧‧‧‧‧‧‧‧‧‧‧‧‧‧‧‧‧‧‧‧‧‧‧‧‧‧‧‧‧‧‧‧‧: [41, 701, 159, 706]
- minutes-text-line: ‧‧‧‧‧‧‧‧‧‧‧‧‧‧‧‧‧‧‧‧‧‧‧‧‧‧‧‧‧‧‧‧‧‧‧‧‧‧‧‧‧‧‧‧‧‧‧‧‧‧‧‧‧‧‧‧‧‧‧‧‧‧‧‧‧‧‧‧‧‧‧‧‧‧‧‧‧‧‧‧‧‧‧‧‧‧‧‧‧‧‧‧‧‧‧‧‧‧‧‧‧‧‧‧‧‧‧‧‧‧‧‧: [41, 2550, 177, 2555]
- minutes-text-line: ‧‧‧‧‧‧‧‧‧‧‧‧‧‧‧‧‧‧‧‧‧‧‧‧‧‧‧‧‧‧‧‧‧‧‧‧‧‧‧‧‧‧‧‧‧‧‧‧‧‧‧‧‧‧‧‧‧‧‧‧‧‧‧‧‧‧‧‧‧‧‧‧‧‧‧‧‧‧‧‧‧‧‧‧‧‧‧‧‧‧‧‧‧‧‧‧‧: [41, 2240, 160, 2244]
- minutes-text-line: ○ ‧‧‧‧‧‧‧‧‧‧‧‧‧‧‧‧‧‧‧‧‧‧‧‧‧‧‧‧‧‧‧‧‧‧‧‧‧‧‧‧‧‧‧‧‧‧‧‧‧‧‧‧‧‧‧‧‧‧‧‧‧‧‧‧‧‧‧‧‧‧‧‧‧‧‧‧‧‧‧‧‧‧‧‧‧‧‧‧‧‧‧‧‧‧‧‧‧‧‧‧‧‧‧‧‧‧‧‧‧‧‧‧‧‧: [41, 1453, 179, 1458]
- minutes-text-line: ‧‧‧‧‧‧‧‧‧‧‧‧‧‧‧‧‧‧‧‧‧‧‧‧‧‧‧‧‧‧‧‧‧‧‧‧‧‧‧‧‧‧‧‧‧‧‧‧‧‧‧‧‧‧‧‧‧‧‧‧‧‧‧‧‧‧‧‧‧‧‧‧‧‧‧‧‧‧‧‧‧‧‧‧: [41, 1212, 145, 1216]
- minutes-text-line: ‧‧‧‧‧‧‧‧‧‧‧‧‧‧‧‧‧‧‧‧‧‧‧‧‧‧‧‧‧‧‧‧‧‧‧‧‧‧‧‧‧‧‧‧‧‧‧‧‧‧‧‧‧‧‧‧‧‧‧‧‧‧‧‧‧‧‧‧‧‧‧‧‧‧‧‧‧‧‧‧‧‧‧‧‧: [41, 473, 146, 478]
- util-link-1[interactable]: ホワイトリンク: [51, 3, 83, 9]
- header-link-2[interactable]: お問合せ窓口: [439, 17, 468, 23]
- utility-bar: [0, 0, 618, 11]
- minutes-heading: 議事: [41, 253, 438, 267]
- minutes-text-line: ‧‧‧‧‧‧‧‧‧‧‧‧‧‧‧‧‧‧‧‧‧‧‧‧‧‧‧‧‧‧‧‧‧‧‧‧‧‧‧‧‧‧‧‧‧‧‧‧‧‧‧‧‧‧‧‧‧‧‧‧‧‧‧‧‧: [41, 819, 123, 823]
- minutes-text-line: ‧‧‧‧‧‧‧‧‧‧‧‧‧‧‧‧‧‧‧‧‧‧‧‧‧‧‧‧‧‧‧‧‧‧‧‧‧‧‧‧‧‧‧‧‧‧‧‧‧‧‧‧‧‧‧‧‧‧‧‧‧‧‧‧‧‧‧‧‧‧‧‧‧‧‧‧‧‧‧‧‧‧‧‧‧‧‧‧‧‧‧‧‧‧: [41, 1419, 157, 1423]
- minutes-text-line: ○ ‧‧‧‧‧‧‧‧‧‧‧‧‧‧‧‧‧‧‧‧‧‧‧‧‧‧‧‧‧‧‧‧‧‧‧‧‧‧‧‧‧‧‧‧‧‧‧‧‧‧‧‧‧‧‧‧‧‧‧‧‧‧‧‧‧‧‧‧‧‧‧‧‧‧‧‧‧‧‧‧‧‧‧‧‧‧‧‧‧‧‧‧‧‧‧‧‧‧: [41, 2261, 161, 2265]
- minutes-text-line: ‧‧‧‧‧‧‧‧‧‧‧‧‧‧‧‧‧‧‧‧‧‧‧‧‧‧‧‧‧‧‧‧‧‧‧‧‧‧‧‧‧‧‧‧‧‧‧‧‧‧‧‧‧‧‧‧‧‧‧‧‧: [41, 2253, 118, 2258]
- minutes-text-line: ○ ‧‧‧‧‧‧‧‧‧‧‧‧‧‧‧‧‧‧‧‧‧‧‧‧‧‧‧‧‧‧‧‧‧‧‧‧‧‧‧‧‧‧‧‧‧‧‧‧‧‧‧‧‧‧‧‧‧‧‧‧‧‧‧‧‧‧‧‧‧‧‧‧‧‧‧‧‧‧‧‧‧‧‧‧‧‧‧‧‧‧‧‧‧‧‧‧‧‧‧‧‧: [41, 2323, 164, 2327]
- minutes-text-line: ‧‧‧‧‧‧‧‧‧‧‧‧‧‧‧‧‧‧‧‧‧‧‧‧‧‧‧‧‧‧‧‧‧‧‧‧‧‧‧‧‧‧‧‧‧‧‧‧‧‧‧‧‧‧‧‧‧‧‧‧‧‧‧‧‧‧: [41, 1978, 124, 1982]
- minutes-text-line: ‧‧‧‧‧‧‧‧‧‧‧‧‧‧‧‧‧‧‧‧‧‧‧‧‧‧‧‧‧‧‧‧‧‧‧‧‧‧‧‧‧‧‧‧‧‧‧‧‧‧‧‧‧‧‧‧‧‧‧‧‧‧‧‧‧‧‧‧‧‧‧‧‧‧: [41, 1005, 133, 1010]
- related-link-1-label: 情報配信サービス: [478, 241, 513, 246]
- minutes-text-line: ‧‧‧‧‧‧‧‧‧‧‧‧‧‧‧‧‧‧‧‧‧‧‧‧‧‧‧‧‧‧‧‧‧‧‧‧‧‧‧‧‧‧‧‧‧‧‧‧‧‧‧‧‧‧‧‧‧‧‧‧‧‧‧‧‧‧‧‧‧‧‧‧‧‧‧‧‧‧‧‧‧‧‧‧‧‧‧‧‧‧‧‧‧‧‧‧‧‧‧‧‧: [41, 1184, 164, 1189]
- minutes-line-5: ○事務局 事務局でございます。本日の資料は、議事次第、資料１、資料２、参考資料となっております。: [41, 317, 250, 323]
- gnav-item-statistics[interactable]: 統計情報・白書: [349, 43, 423, 56]
- minutes-text-line: ‧‧‧‧‧‧‧‧‧‧‧‧‧‧‧‧‧‧‧‧‧‧‧‧‧‧‧‧‧‧‧‧‧‧‧‧‧‧‧‧‧‧‧‧‧‧‧‧‧‧‧‧‧‧‧‧‧‧‧‧‧‧‧‧‧‧‧‧‧‧‧‧‧‧‧‧‧‧‧‧‧‧‧‧‧: [41, 2371, 146, 2376]
- minutes-text-line: ‧‧‧‧‧‧‧‧‧‧‧‧‧‧‧‧‧‧‧‧‧‧‧‧‧‧‧‧‧‧‧‧‧‧‧‧‧‧‧‧‧‧‧‧‧‧‧‧‧‧‧‧‧‧‧‧‧‧‧‧‧‧‧‧‧‧‧‧‧‧‧‧‧: [41, 1364, 132, 1368]
- minutes-text-line: ‧‧‧‧‧‧‧‧‧‧‧‧‧‧‧‧‧‧‧‧‧‧‧‧‧‧‧‧‧‧‧‧‧‧‧‧‧‧‧‧‧‧‧‧‧‧‧‧‧‧‧‧‧‧‧‧‧‧‧‧‧‧‧‧‧‧‧‧‧‧‧‧‧‧‧‧‧‧‧‧‧‧‧‧‧‧‧‧‧‧‧‧‧‧‧‧‧‧‧‧‧‧‧‧‧‧‧‧‧‧‧‧‧: [41, 1433, 178, 1437]
- minutes-text-line: ‧‧‧‧‧‧‧‧‧‧‧‧‧‧‧‧‧‧‧‧‧‧‧‧‧‧‧‧‧‧‧‧‧‧‧‧‧‧‧‧‧‧‧‧‧‧‧‧‧‧‧‧‧‧‧‧‧‧‧‧‧‧‧‧‧‧‧‧‧‧‧‧‧: [41, 2123, 132, 2127]
- minutes-text-line: ‧‧‧‧‧‧‧‧‧‧‧‧‧‧‧‧‧‧‧‧‧‧‧‧‧‧‧‧‧‧‧‧‧‧‧‧‧‧‧‧‧‧‧‧‧‧‧‧‧‧‧‧‧‧‧‧‧‧‧‧‧‧‧‧‧: [41, 1957, 123, 1961]
- minutes-text-line: ‧‧‧‧‧‧‧‧‧‧‧‧‧‧‧‧‧‧‧‧‧‧‧‧‧‧‧‧‧‧‧‧‧‧‧‧‧‧‧‧‧‧‧‧‧‧‧‧‧‧‧‧‧‧‧‧‧‧‧‧‧‧‧‧‧‧‧‧‧‧‧‧: [41, 1722, 131, 1727]
- minutes-text-line: ‧‧‧‧‧‧‧‧‧‧‧‧‧‧‧‧‧‧‧‧‧‧‧‧‧‧‧‧‧‧‧‧‧‧‧‧‧‧‧‧‧‧‧‧‧‧‧‧‧‧‧‧‧‧‧‧‧‧‧‧‧‧‧‧‧‧‧‧‧‧: [41, 1301, 129, 1306]
- minutes-text-line: ‧‧‧‧‧‧‧‧‧‧‧‧‧‧‧‧‧‧‧‧‧‧‧‧‧‧‧‧‧‧‧‧‧‧‧‧‧‧‧‧‧‧‧‧‧‧‧‧‧‧‧‧‧‧‧‧‧‧‧‧‧‧‧‧‧‧‧‧‧‧‧‧‧‧‧‧‧‧‧‧‧‧‧‧‧‧‧‧‧‧‧‧‧‧‧‧‧‧‧‧‧‧‧‧‧‧‧‧‧: [41, 591, 174, 596]
- gnav-item-laws[interactable]: 所管の法令等: [425, 43, 500, 56]
- minutes-text-line: ‧‧‧‧‧‧‧‧‧‧‧‧‧‧‧‧‧‧‧‧‧‧‧‧‧‧‧‧‧‧‧‧‧‧‧‧‧‧‧‧‧‧‧‧‧‧‧‧‧‧‧‧‧‧‧‧‧‧‧‧‧‧‧‧‧‧‧‧‧‧: [41, 543, 129, 547]
- minutes-text-line: ‧‧‧‧‧‧‧‧‧‧‧‧‧‧‧‧‧‧‧‧‧‧‧‧‧‧‧‧‧‧‧‧‧‧‧‧‧‧‧‧‧‧‧‧‧‧‧‧‧‧‧‧‧‧‧‧‧‧‧‧‧‧‧‧‧‧‧‧‧‧‧‧‧‧‧‧‧‧‧‧‧: [41, 1529, 142, 1534]
- minutes-text-line: ‧‧‧‧‧‧‧‧‧‧‧‧‧‧‧‧‧‧‧‧‧‧‧‧‧‧‧‧‧‧‧‧‧‧‧‧‧‧‧‧‧‧‧‧‧‧‧‧‧‧‧‧‧‧‧‧‧‧‧‧‧‧‧‧‧‧‧‧‧‧‧‧‧‧‧‧‧‧‧‧‧‧‧‧‧‧‧: [41, 515, 148, 520]
- minutes-text-line: ‧‧‧‧‧‧‧‧‧‧‧‧‧‧‧‧‧‧‧‧‧‧‧‧‧‧‧‧‧‧‧‧‧‧‧‧‧‧‧‧‧‧‧‧‧‧‧‧‧‧‧‧‧‧‧‧‧‧‧‧‧‧‧‧‧‧‧‧‧‧‧‧‧‧‧‧‧‧: [41, 1467, 138, 1472]
- minutes-text-line: ‧‧‧‧‧‧‧‧‧‧‧‧‧‧‧‧‧‧‧‧‧‧‧‧‧‧‧‧‧‧‧‧‧‧‧‧‧‧‧‧‧‧‧‧‧‧‧‧‧‧‧‧‧‧‧‧‧‧‧‧‧‧‧‧‧‧‧‧‧‧‧‧‧‧‧: [41, 1026, 134, 1030]
- minutes-text-line: ‧‧‧‧‧‧‧‧‧‧‧‧‧‧‧‧‧‧‧‧‧‧‧‧‧‧‧‧‧‧‧‧‧‧‧‧‧‧‧‧‧‧‧‧‧‧‧‧‧‧‧‧‧‧‧‧‧‧‧‧‧‧‧‧‧‧‧‧‧‧‧‧‧‧‧‧‧‧‧‧‧‧‧‧‧‧‧‧‧‧‧‧‧‧‧‧‧‧‧‧‧‧: [41, 2343, 165, 2348]
- minutes-text-line: ‧‧‧‧‧‧‧‧‧‧‧‧‧‧‧‧‧‧‧‧‧‧‧‧‧‧‧‧‧‧‧‧‧‧‧‧‧‧‧‧‧‧‧‧‧‧‧‧‧‧‧‧‧‧‧‧‧‧‧‧‧‧‧‧‧‧‧‧‧‧‧‧‧‧‧‧‧‧‧‧‧‧‧‧‧‧‧‧‧‧‧‧‧‧‧‧‧‧‧‧‧‧‧: [41, 846, 167, 851]
- minutes-text-line: ‧‧‧‧‧‧‧‧‧‧‧‧‧‧‧‧‧‧‧‧‧‧‧‧‧‧‧‧‧‧‧‧‧‧‧‧‧‧‧‧‧‧‧‧‧‧‧‧‧‧‧‧‧‧‧‧‧‧‧‧‧‧‧‧‧‧‧‧‧‧‧‧‧‧‧‧‧‧‧‧‧‧‧‧‧‧‧‧‧‧‧‧‧‧‧‧‧‧‧‧: [41, 1543, 163, 1548]
- minutes-text-line: ‧‧‧‧‧‧‧‧‧‧‧‧‧‧‧‧‧‧‧‧‧‧‧‧‧‧‧‧‧‧‧‧‧‧‧‧‧‧‧‧‧‧‧‧‧‧‧‧‧‧‧‧‧‧‧‧‧‧‧‧‧‧‧‧‧‧‧‧‧‧‧‧‧‧‧‧‧‧‧‧‧‧‧‧: [41, 2350, 145, 2355]
- util-link-2[interactable]: ページ内容を表示する: [89, 3, 136, 9]
- minutes-text-line: ‧‧‧‧‧‧‧‧‧‧‧‧‧‧‧‧‧‧‧‧‧‧‧‧‧‧‧‧‧‧‧‧‧‧‧‧‧‧‧‧‧‧‧‧‧‧‧‧‧‧‧‧‧‧‧‧‧‧‧‧: [41, 1854, 117, 1858]
- minutes-text-line: ‧‧‧‧‧‧‧‧‧‧‧‧‧‧‧‧‧‧‧‧‧‧‧‧‧‧‧‧‧‧‧‧‧‧‧‧‧‧‧‧‧‧‧‧‧‧‧‧‧‧‧‧‧‧‧‧‧‧‧‧‧‧‧‧‧‧‧‧‧‧‧‧‧‧‧‧‧‧‧‧‧‧‧‧‧‧‧‧‧‧‧‧‧‧‧‧‧‧‧‧‧‧‧‧‧‧‧‧‧‧‧‧‧: [41, 2192, 178, 2196]
- minutes-text-line: ‧‧‧‧‧‧‧‧‧‧‧‧‧‧‧‧‧‧‧‧‧‧‧‧‧‧‧‧‧‧‧‧‧‧‧‧‧‧‧‧‧‧‧‧‧‧‧‧‧‧‧‧‧‧‧‧‧‧‧‧‧‧‧‧‧‧‧‧‧‧‧‧‧‧‧‧‧‧‧‧‧‧‧‧‧‧‧‧‧‧‧‧‧‧‧‧‧‧‧‧‧‧‧‧‧‧‧‧‧‧: [41, 1370, 175, 1375]
- minutes-text-line: ‧‧‧‧‧‧‧‧‧‧‧‧‧‧‧‧‧‧‧‧‧‧‧‧‧‧‧‧‧‧‧‧‧‧‧‧‧‧‧‧‧‧‧‧‧‧‧‧‧‧‧‧‧‧‧‧‧‧‧‧‧‧‧‧‧‧‧‧‧‧‧‧‧‧‧‧‧‧‧‧‧‧‧‧‧‧‧‧‧‧‧‧‧‧‧‧‧‧‧‧‧‧‧‧‧‧‧‧‧‧‧‧‧‧: [41, 694, 179, 699]
- minutes-text-line: ‧‧‧‧‧‧‧‧‧‧‧‧‧‧‧‧‧‧‧‧‧‧‧‧‧‧‧‧‧‧‧‧‧‧‧‧‧‧‧‧‧‧‧‧‧‧‧‧‧‧‧‧‧‧‧‧‧‧‧‧‧‧‧‧‧‧‧‧‧‧‧‧‧‧‧‧‧‧‧‧‧‧‧‧‧‧‧‧‧‧‧‧‧‧‧‧‧‧‧‧‧‧‧‧‧‧‧: [41, 1688, 171, 1692]
- minutes-text-line: ‧‧‧‧‧‧‧‧‧‧‧‧‧‧‧‧‧‧‧‧‧‧‧‧‧‧‧‧‧‧‧‧‧‧‧‧‧‧‧‧‧‧‧‧‧‧‧‧‧‧‧‧‧‧‧‧‧‧‧‧‧‧‧‧‧‧‧‧‧‧‧‧‧‧‧‧‧‧‧‧‧‧‧‧‧‧‧‧‧‧‧‧‧‧: [41, 660, 157, 665]
- font-xlarge-button[interactable]: 特大: [548, 1, 564, 10]
- minutes-text-line: ○ ‧‧‧‧‧‧‧‧‧‧‧‧‧‧‧‧‧‧‧‧‧‧‧‧‧‧‧‧‧‧‧‧‧‧‧‧‧‧‧‧‧‧‧‧‧‧‧‧‧‧‧‧‧‧‧‧‧‧‧‧‧‧‧‧‧‧‧‧‧‧‧‧‧‧‧‧‧‧‧‧‧‧‧‧‧‧: [41, 2012, 147, 2017]
- minutes-text-line: ‧‧‧‧‧‧‧‧‧‧‧‧‧‧‧‧‧‧‧‧‧‧‧‧‧‧‧‧‧‧‧‧‧‧‧‧‧‧‧‧‧‧‧‧‧‧‧‧‧‧‧‧‧‧‧‧‧‧‧‧‧‧‧‧‧‧‧‧‧‧‧‧‧‧‧‧‧‧‧‧‧‧‧‧‧‧‧‧‧‧: [41, 1336, 152, 1341]
- minutes-text-line: ○ ‧‧‧‧‧‧‧‧‧‧‧‧‧‧‧‧‧‧‧‧‧‧‧‧‧‧‧‧‧‧‧‧‧‧‧‧‧‧‧‧‧‧‧‧‧‧‧‧‧‧‧‧‧‧‧‧‧‧‧‧‧‧‧: [41, 398, 121, 402]
- minutes-text-line: ○ ‧‧‧‧‧‧‧‧‧‧‧‧‧‧‧‧‧‧‧‧‧‧‧‧‧‧‧‧‧‧‧‧‧‧‧‧‧‧‧‧‧‧‧‧‧‧‧‧‧‧‧‧‧‧‧‧‧‧‧‧‧‧‧‧‧‧‧‧‧‧‧‧‧‧‧‧‧‧: [41, 708, 138, 713]
- minutes-text-line: ‧‧‧‧‧‧‧‧‧‧‧‧‧‧‧‧‧‧‧‧‧‧‧‧‧‧‧‧‧‧‧‧‧‧‧‧‧‧‧‧‧‧‧‧‧‧‧‧‧‧‧‧‧‧‧‧‧‧‧‧‧‧‧‧‧‧‧‧: [41, 501, 127, 506]
- minutes-text-line: ‧‧‧‧‧‧‧‧‧‧‧‧‧‧‧‧‧‧‧‧‧‧‧‧‧‧‧‧‧‧‧‧‧‧‧‧‧‧‧‧‧‧‧‧‧‧‧‧‧‧‧‧‧‧‧‧‧‧‧‧‧‧‧‧‧‧‧‧‧‧‧‧‧‧‧‧‧: [41, 688, 137, 692]
- minutes-text-line: ‧‧‧‧‧‧‧‧‧‧‧‧‧‧‧‧‧‧‧‧‧‧‧‧‧‧‧‧‧‧‧‧‧‧‧‧‧‧‧‧‧‧‧‧‧‧‧‧‧‧‧‧‧‧‧‧‧‧‧‧‧‧‧: [41, 1157, 121, 1161]
- minutes-text-line: ‧‧‧‧‧‧‧‧‧‧‧‧‧‧‧‧‧‧‧‧‧‧‧‧‧‧‧‧‧‧‧‧‧‧‧‧‧‧‧‧‧‧‧‧‧‧‧‧‧‧‧‧‧‧‧‧‧‧‧‧‧‧‧‧‧‧‧‧‧‧‧‧‧‧‧‧‧‧‧‧‧‧‧‧‧‧‧‧‧‧‧‧‧‧‧‧‧‧‧‧‧‧‧‧‧‧‧‧: [41, 950, 173, 954]
- minutes-text-line: ‧‧‧‧‧‧‧‧‧‧‧‧‧‧‧‧‧‧‧‧‧‧‧‧‧‧‧‧‧‧‧‧‧‧‧‧‧‧‧‧‧‧‧‧‧‧‧‧‧‧‧‧‧‧‧‧‧‧‧‧‧‧‧‧‧‧‧‧‧‧‧‧‧‧‧‧‧‧‧‧‧‧‧‧‧‧‧‧‧‧‧‧‧‧‧‧: [41, 2219, 159, 2224]
- minutes-text-line: ‧‧‧‧‧‧‧‧‧‧‧‧‧‧‧‧‧‧‧‧‧‧‧‧‧‧‧‧‧‧‧‧‧‧‧‧‧‧‧‧‧‧‧‧‧‧‧‧‧‧‧‧‧‧‧‧‧‧‧‧‧‧‧‧‧‧‧‧‧‧‧‧‧‧‧‧‧‧‧‧‧‧‧‧‧‧‧‧‧‧: [41, 577, 152, 582]
- minutes-text-line: ‧‧‧‧‧‧‧‧‧‧‧‧‧‧‧‧‧‧‧‧‧‧‧‧‧‧‧‧‧‧‧‧‧‧‧‧‧‧‧‧‧‧‧‧‧‧‧‧‧‧‧‧‧‧‧‧‧‧‧‧‧‧‧‧‧‧‧‧‧‧‧‧‧‧‧‧‧‧‧‧‧‧‧‧‧‧‧‧‧‧‧‧‧‧‧‧‧‧‧: [41, 1522, 162, 1527]
- sidebar-subitem-current[interactable]: 審議会・研究会等: [454, 148, 561, 161]
- mobile-link[interactable]: [453, 302, 561, 318]
- sidebar-item-diet[interactable]: 国会会議録: [454, 187, 561, 200]
- mail-icon: [453, 240, 475, 256]
- minutes-text-line: ‧‧‧‧‧‧‧‧‧‧‧‧‧‧‧‧‧‧‧‧‧‧‧‧‧‧‧‧‧‧‧‧‧‧‧‧‧‧‧‧‧‧‧‧‧‧‧‧‧‧‧‧‧‧‧‧‧‧‧‧‧‧‧‧‧‧‧‧‧‧‧‧‧‧‧‧‧‧‧‧‧‧‧‧‧‧‧‧‧‧‧‧‧‧‧‧‧‧: [41, 363, 161, 368]
- minutes-text-line: ‧‧‧‧‧‧‧‧‧‧‧‧‧‧‧‧‧‧‧‧‧‧‧‧‧‧‧‧‧‧‧‧‧‧‧‧‧‧‧‧‧‧‧‧‧‧‧‧‧‧‧‧‧‧‧‧‧‧‧‧‧‧‧‧‧‧‧‧‧‧‧‧‧‧‧‧‧‧‧‧‧‧‧: [41, 812, 144, 817]
- header-link-4[interactable]: サイトマップ: [514, 17, 542, 23]
- minutes-text-line: ‧‧‧‧‧‧‧‧‧‧‧‧‧‧‧‧‧‧‧‧‧‧‧‧‧‧‧‧‧‧‧‧‧‧‧‧‧‧‧‧‧‧‧‧‧‧‧‧‧‧‧‧‧‧‧‧‧‧‧‧‧‧‧‧‧‧‧‧‧‧‧‧‧‧‧‧‧‧‧: [41, 729, 139, 734]
- minutes-text-line: ○ ‧‧‧‧‧‧‧‧‧‧‧‧‧‧‧‧‧‧‧‧‧‧‧‧‧‧‧‧‧‧‧‧‧‧‧‧‧‧‧‧‧‧‧‧‧‧‧‧‧‧‧‧‧‧‧‧‧‧‧‧‧‧‧‧‧: [41, 1578, 123, 1582]
- minutes-text-line: ‧‧‧‧‧‧‧‧‧‧‧‧‧‧‧‧‧‧‧‧‧‧‧‧‧‧‧‧‧‧‧‧‧‧‧‧‧‧‧‧‧‧‧‧‧‧‧‧‧‧‧‧‧‧‧‧‧‧‧‧‧‧‧‧‧‧‧‧‧‧‧‧‧‧‧‧‧‧‧‧‧‧‧‧‧‧‧‧‧‧‧‧‧‧‧‧‧‧‧: [41, 2281, 162, 2286]
- header-link-1[interactable]: 本文へ: [418, 17, 433, 23]
- breadcrumb-sep: ＞: [91, 65, 96, 70]
- logo-subtext: Ministry of Health, Labour and Welfare: [58, 30, 127, 34]
- minutes-text-line: ‧‧‧‧‧‧‧‧‧‧‧‧‧‧‧‧‧‧‧‧‧‧‧‧‧‧‧‧‧‧‧‧‧‧‧‧‧‧‧‧‧‧‧‧‧‧‧‧‧‧‧‧‧‧‧‧‧‧‧‧‧‧‧‧‧‧‧‧: [41, 881, 127, 886]
- minutes-text-line: ‧‧‧‧‧‧‧‧‧‧‧‧‧‧‧‧‧‧‧‧‧‧‧‧‧‧‧‧‧‧‧‧‧‧‧‧‧‧‧‧‧‧‧‧‧‧‧‧‧‧‧‧‧‧‧‧‧‧‧‧‧‧‧‧‧‧: [41, 839, 124, 844]
- minutes-text-line: ‧‧‧‧‧‧‧‧‧‧‧‧‧‧‧‧‧‧‧‧‧‧‧‧‧‧‧‧‧‧‧‧‧‧‧‧‧‧‧‧‧‧‧‧‧‧‧‧‧‧‧‧‧‧‧‧‧‧‧‧‧‧‧‧‧‧‧‧‧‧‧‧‧‧‧‧‧‧‧‧‧‧‧‧‧‧‧‧‧‧‧‧‧‧‧‧‧: [41, 1860, 160, 1865]
- minutes-text-line: ‧‧‧‧‧‧‧‧‧‧‧‧‧‧‧‧‧‧‧‧‧‧‧‧‧‧‧‧‧‧‧‧‧‧‧‧‧‧‧‧‧‧‧‧‧‧‧‧‧‧‧‧‧‧‧‧‧‧‧‧‧‧‧‧‧‧‧‧‧‧‧‧‧‧‧‧‧‧‧‧‧‧‧‧‧‧‧‧‧‧‧‧‧‧‧‧‧‧‧‧‧‧‧‧‧: [41, 2026, 169, 2030]
- minutes-text-line: ‧‧‧‧‧‧‧‧‧‧‧‧‧‧‧‧‧‧‧‧‧‧‧‧‧‧‧‧‧‧‧‧‧‧‧‧‧‧‧‧‧‧‧‧‧‧‧‧‧‧‧‧‧‧‧‧‧‧‧‧‧‧‧‧‧‧‧‧‧‧‧‧‧‧‧‧‧‧‧‧‧‧‧‧‧‧‧‧‧‧: [41, 2095, 152, 2099]
- minutes-text-line: ‧‧‧‧‧‧‧‧‧‧‧‧‧‧‧‧‧‧‧‧‧‧‧‧‧‧‧‧‧‧‧‧‧‧‧‧‧‧‧‧‧‧‧‧‧‧‧‧‧‧‧‧‧‧‧‧‧‧‧‧‧‧‧‧‧‧‧‧‧‧‧‧‧‧‧‧‧‧‧‧‧‧‧‧‧‧‧‧‧‧‧‧‧‧‧‧‧‧‧‧‧‧‧‧‧‧‧‧‧: [41, 2109, 174, 2113]
- minutes-text-line: ‧‧‧‧‧‧‧‧‧‧‧‧‧‧‧‧‧‧‧‧‧‧‧‧‧‧‧‧‧‧‧‧‧‧‧‧‧‧‧‧‧‧‧‧‧‧‧‧‧‧‧‧‧‧‧‧‧‧‧‧‧‧‧‧‧‧‧‧‧‧‧‧‧‧‧‧: [41, 1805, 136, 1810]
- minutes-text-line: ‧‧‧‧‧‧‧‧‧‧‧‧‧‧‧‧‧‧‧‧‧‧‧‧‧‧‧‧‧‧‧‧‧‧‧‧‧‧‧‧‧‧‧‧‧‧‧‧‧‧‧‧‧‧‧‧‧‧‧‧‧‧‧‧‧‧: [41, 1598, 124, 1603]
- breadcrumb-bureau[interactable]: 労働基準局が実施する検討会等: [142, 65, 200, 70]
- minutes-text-line: ‧‧‧‧‧‧‧‧‧‧‧‧‧‧‧‧‧‧‧‧‧‧‧‧‧‧‧‧‧‧‧‧‧‧‧‧‧‧‧‧‧‧‧‧‧‧‧‧‧‧‧‧‧‧‧‧‧‧‧‧‧‧‧‧‧‧‧‧‧‧‧‧‧‧‧‧‧‧‧‧‧‧‧‧‧‧‧‧‧‧‧‧‧‧‧: [41, 1060, 158, 1065]
- meeting-place: 中央合同庁舎５号館（厚生労働省）１７階 専用第２１会議室: [41, 180, 164, 185]
- related-heading: 関連リンク: [453, 225, 561, 236]
- minutes-text-line: ‧‧‧‧‧‧‧‧‧‧‧‧‧‧‧‧‧‧‧‧‧‧‧‧‧‧‧‧‧‧‧‧‧‧‧‧‧‧‧‧‧‧‧‧‧‧‧‧‧‧‧‧‧‧‧‧‧‧‧‧‧‧‧‧‧‧‧‧‧‧‧‧‧‧‧‧‧‧‧‧‧‧‧‧‧‧‧‧: [41, 2054, 149, 2058]
- breadcrumb-committee[interactable]: 農業機械の安全対策に関する検討会: [210, 65, 276, 70]
- minutes-text-line: ‧‧‧‧‧‧‧‧‧‧‧‧‧‧‧‧‧‧‧‧‧‧‧‧‧‧‧‧‧‧‧‧‧‧‧‧‧‧‧‧‧‧‧‧‧‧‧‧‧‧‧‧‧‧‧‧‧‧‧‧‧‧‧‧‧‧‧‧‧‧‧‧‧‧‧‧‧‧‧‧‧‧‧‧‧‧‧‧‧: [41, 936, 151, 941]
- minutes-text-line: ‧‧‧‧‧‧‧‧‧‧‧‧‧‧‧‧‧‧‧‧‧‧‧‧‧‧‧‧‧‧‧‧‧‧‧‧‧‧‧‧‧‧‧‧‧‧‧‧‧‧‧‧‧‧‧‧‧‧‧‧‧‧‧‧‧‧‧‧‧‧‧‧‧‧‧‧‧‧‧‧‧‧‧‧‧‧‧‧‧‧‧‧‧‧‧‧‧‧‧‧‧‧‧‧: [41, 487, 168, 492]
- minutes-text-line: ‧‧‧‧‧‧‧‧‧‧‧‧‧‧‧‧‧‧‧‧‧‧‧‧‧‧‧‧‧‧‧‧‧‧‧‧‧‧‧‧‧‧‧‧‧‧‧‧‧‧‧‧‧‧‧‧‧‧‧‧‧‧‧‧‧‧‧‧‧‧‧‧‧: [41, 984, 132, 989]
- minutes-text-line: ‧‧‧‧‧‧‧‧‧‧‧‧‧‧‧‧‧‧‧‧‧‧‧‧‧‧‧‧‧‧‧‧‧‧‧‧‧‧‧‧‧‧‧‧‧‧‧‧‧‧‧‧‧‧‧‧‧‧‧‧‧‧‧‧‧‧‧‧‧‧‧‧‧‧‧‧‧‧‧‧‧‧‧‧‧‧‧‧‧‧‧‧‧‧‧‧‧‧‧‧‧‧‧: [41, 467, 167, 471]
- minutes-text-line: ‧‧‧‧‧‧‧‧‧‧‧‧‧‧‧‧‧‧‧‧‧‧‧‧‧‧‧‧‧‧‧‧‧‧‧‧‧‧‧‧‧‧‧‧‧‧‧‧‧‧‧‧‧‧‧‧‧‧‧‧‧‧‧‧‧‧‧‧‧‧‧‧‧‧‧‧: [41, 1426, 136, 1430]
- minutes-text-line: ‧‧‧‧‧‧‧‧‧‧‧‧‧‧‧‧‧‧‧‧‧‧‧‧‧‧‧‧‧‧‧‧‧‧‧‧‧‧‧‧‧‧‧‧‧‧‧‧‧‧‧‧‧‧‧‧‧‧‧‧‧‧‧‧‧‧: [41, 2357, 124, 2362]
- minutes-text-line: ‧‧‧‧‧‧‧‧‧‧‧‧‧‧‧‧‧‧‧‧‧‧‧‧‧‧‧‧‧‧‧‧‧‧‧‧‧‧‧‧‧‧‧‧‧‧‧‧‧‧‧‧‧‧‧‧‧‧‧‧‧‧‧‧‧‧‧‧‧‧‧‧‧‧‧‧‧‧‧‧‧: [41, 1150, 142, 1155]
- sidebar-item-evaluation[interactable]: 政策評価・独法評価: [454, 174, 561, 187]
- content-layout: [0, 74, 618, 2576]
- minutes-text-line: ‧‧‧‧‧‧‧‧‧‧‧‧‧‧‧‧‧‧‧‧‧‧‧‧‧‧‧‧‧‧‧‧‧‧‧‧‧‧‧‧‧‧‧‧‧‧‧‧‧‧‧‧‧‧‧‧‧‧‧‧‧‧‧‧‧‧‧‧‧‧‧‧‧‧‧‧‧‧‧‧‧‧‧‧‧‧‧‧‧‧‧‧‧‧‧‧‧‧‧‧‧‧‧‧‧‧‧‧‧‧: [41, 612, 175, 616]
- minutes-text-line: ‧‧‧‧‧‧‧‧‧‧‧‧‧‧‧‧‧‧‧‧‧‧‧‧‧‧‧‧‧‧‧‧‧‧‧‧‧‧‧‧‧‧‧‧‧‧‧‧‧‧‧‧‧‧‧‧‧‧‧‧‧‧‧‧‧‧‧‧‧‧‧‧‧‧‧‧‧‧‧‧‧‧‧‧‧‧‧‧‧‧‧‧‧‧‧‧: [41, 1840, 159, 1844]
- minutes-text-line: ‧‧‧‧‧‧‧‧‧‧‧‧‧‧‧‧‧‧‧‧‧‧‧‧‧‧‧‧‧‧‧‧‧‧‧‧‧‧‧‧‧‧‧‧‧‧‧‧‧‧‧‧‧‧‧‧‧‧‧‧‧‧‧‧: [41, 1177, 122, 1182]
- minutes-text-line: ○ ‧‧‧‧‧‧‧‧‧‧‧‧‧‧‧‧‧‧‧‧‧‧‧‧‧‧‧‧‧‧‧‧‧‧‧‧‧‧‧‧‧‧‧‧‧‧‧‧‧‧‧‧‧‧‧‧‧‧‧‧‧‧‧‧‧‧: [41, 460, 124, 465]
- header-link-3[interactable]: よくある御質問: [474, 17, 507, 23]
- minutes-text-line: ‧‧‧‧‧‧‧‧‧‧‧‧‧‧‧‧‧‧‧‧‧‧‧‧‧‧‧‧‧‧‧‧‧‧‧‧‧‧‧‧‧‧‧‧‧‧‧‧‧‧‧‧‧‧‧‧‧‧‧‧‧‧‧‧‧‧‧‧‧‧‧‧‧‧: [41, 2143, 133, 2148]
- minutes-text-line: ‧‧‧‧‧‧‧‧‧‧‧‧‧‧‧‧‧‧‧‧‧‧‧‧‧‧‧‧‧‧‧‧‧‧‧‧‧‧‧‧‧‧‧‧‧‧‧‧‧‧‧‧‧‧‧‧‧‧‧‧‧‧‧‧‧‧‧‧‧‧‧‧‧‧‧‧‧‧‧‧‧‧‧‧‧‧‧‧‧‧‧‧‧‧‧‧‧‧‧‧‧‧‧‧‧‧‧‧‧‧‧: [41, 2530, 176, 2534]
- minutes-text-line: ‧‧‧‧‧‧‧‧‧‧‧‧‧‧‧‧‧‧‧‧‧‧‧‧‧‧‧‧‧‧‧‧‧‧‧‧‧‧‧‧‧‧‧‧‧‧‧‧‧‧‧‧‧‧‧‧‧‧‧‧‧‧: [41, 1136, 119, 1141]
- minutes-text-line: ‧‧‧‧‧‧‧‧‧‧‧‧‧‧‧‧‧‧‧‧‧‧‧‧‧‧‧‧‧‧‧‧‧‧‧‧‧‧‧‧‧‧‧‧‧‧‧‧‧‧‧‧‧‧‧‧‧‧‧‧‧‧‧‧‧‧‧‧‧‧‧‧‧‧‧‧‧‧‧‧‧‧‧: [41, 1191, 144, 1196]
- minutes-text-line: ‧‧‧‧‧‧‧‧‧‧‧‧‧‧‧‧‧‧‧‧‧‧‧‧‧‧‧‧‧‧‧‧‧‧‧‧‧‧‧‧‧‧‧‧‧‧‧‧‧‧‧‧‧‧‧‧‧‧‧‧‧‧‧‧‧‧‧‧‧‧‧: [41, 2081, 130, 2086]
- minutes-text-line: ‧‧‧‧‧‧‧‧‧‧‧‧‧‧‧‧‧‧‧‧‧‧‧‧‧‧‧‧‧‧‧‧‧‧‧‧‧‧‧‧‧‧‧‧‧‧‧‧‧‧‧‧‧‧‧‧‧‧‧‧‧‧‧‧‧‧‧‧‧‧‧‧: [41, 1343, 131, 1348]
- minutes-text-line: ○ ‧‧‧‧‧‧‧‧‧‧‧‧‧‧‧‧‧‧‧‧‧‧‧‧‧‧‧‧‧‧‧‧‧‧‧‧‧‧‧‧‧‧‧‧‧‧‧‧‧‧‧‧‧‧‧‧‧‧‧‧‧‧‧‧‧‧‧‧‧‧‧‧‧‧: [41, 1764, 133, 1769]
- mobile-heading: 携帯ホームページ: [453, 287, 561, 299]
- minutes-text-line: ○ ‧‧‧‧‧‧‧‧‧‧‧‧‧‧‧‧‧‧‧‧‧‧‧‧‧‧‧‧‧‧‧‧‧‧‧‧‧‧‧‧‧‧‧‧‧‧‧‧‧‧‧‧‧‧‧‧‧‧‧‧‧‧‧‧‧‧‧‧‧‧‧‧‧‧‧‧‧‧‧‧‧‧‧‧‧‧‧‧‧‧‧‧‧‧‧‧‧‧‧‧‧‧‧‧‧‧‧‧‧‧‧: [41, 1391, 176, 1396]
